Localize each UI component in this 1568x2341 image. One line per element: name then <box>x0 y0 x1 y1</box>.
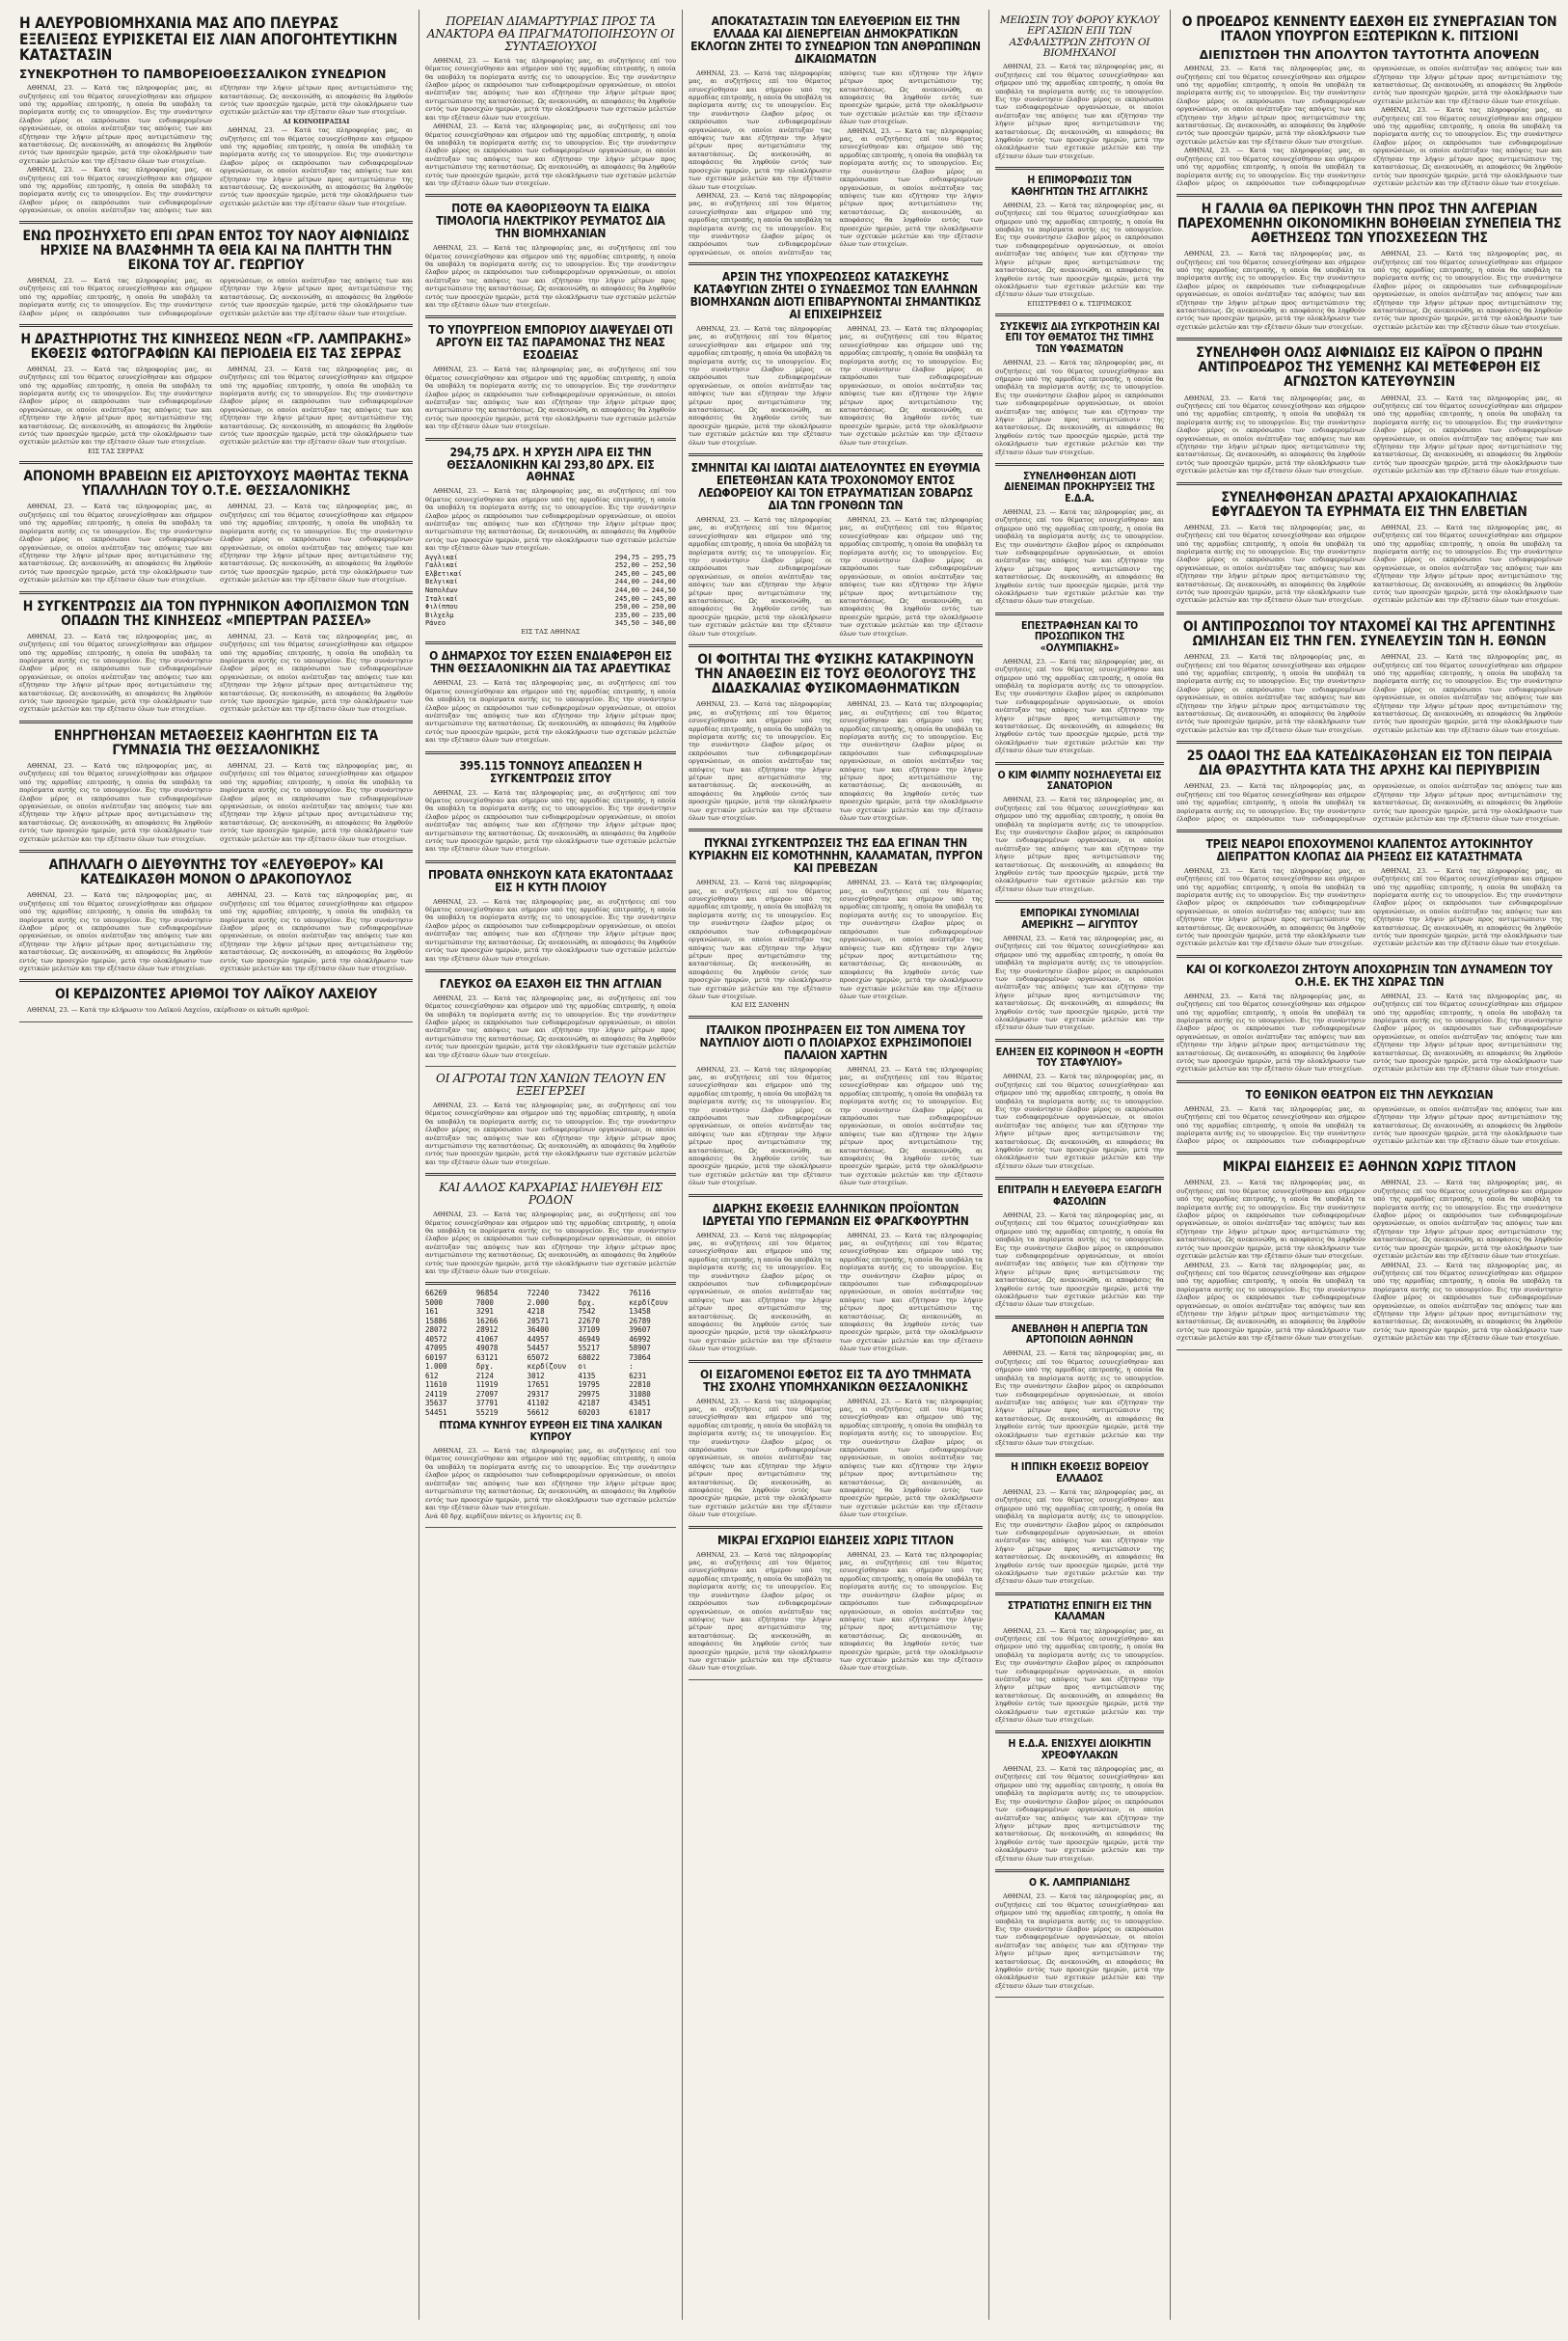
lottery-number: 31080 <box>629 1389 651 1399</box>
article-body: ΑΘΗΝΑΙ, 23. — Κατά τας πληροφορίας μας, αι συζητήσεις επί του θέματος εσυνεχίσθησαν και σήμερον υπό της αρμοδίας επιτροπής, η οποία θα υποβάλη τα πορίσματα αυτής εις το υπουργείον. Εις την συνάντησιν έλαβον μέρος οι εκπρόσωποι των ενδιαφερομένων οργανώσεων, οι οποίοι ανέπτυξαν τας απόψεις των και εζήτησαν την λήψιν μέτρων προς αντιμετώπισιν της καταστάσεως. Ως ανεκοινώθη, αι αποφάσεις θα ληφθούν εντός των προσεχών ημερών, μετά την ολοκλήρωσιν των σχετικών μελετών και την εξέτασιν όλων των στοιχείων. <box>425 679 676 745</box>
article-antiquities <box>1176 485 1562 614</box>
lottery-number: 19795 <box>578 1380 600 1390</box>
lottery-number: 6231 <box>629 1371 647 1380</box>
headline: ΙΤΑΛΙΚΟΝ ΠΡΟΣΗΡΑΞΕΝ ΕΙΣ ΤΟΝ ΛΙΜΕΝΑ ΤΟΥ ΝΑΥΠΛΙΟΥ ΔΙΟΤΙ Ο ΠΛΟΙΑΡΧΟΣ ΕΧΡΗΣΙΜΟΠΟΙΕΙ ΠΑΛΑΙΟΝ ΧΑΡΤΗΝ <box>699 1022 972 1062</box>
lottery-number: 4135 <box>578 1371 596 1380</box>
article-engineering-school <box>689 1363 983 1529</box>
article-frankfurt <box>689 1197 983 1363</box>
article-body: ΑΘΗΝΑΙ, 23. — Κατά τας πληροφορίας μας, αι συζητήσεις επί του θέματος εσυνεχίσθησαν και σήμερον υπό της αρμοδίας επιτροπής, η οποία θα υποβάλη τα πορίσματα αυτής εις το υπουργείον. Εις την συνάντησιν έλαβον μέρος οι εκπρόσωποι των ενδιαφερομένων οργανώσεων, οι οποίοι ανέπτυξαν τας απόψεις των και εζήτησαν την λήψιν μέτρων προς αντιμετώπισιν της καταστάσεως. Ως ανεκοινώθη, αι αποφάσεις θα ληφθούν εντός των προσεχών ημερών, μετά την ολοκλήρωσιν των σχετικών μελετών και την εξέτασιν όλων των στοιχείων. <box>425 788 676 854</box>
section-label: ΕΠΙΣΤΡΕΦΕΙ Ο κ. ΤΣΙΡΙΜΩΚΟΣ <box>1027 299 1132 308</box>
article-yemen <box>1176 340 1562 484</box>
article-russell <box>19 594 413 723</box>
headline: ΜΕΙΩΣΙΝ ΤΟΥ ΦΟΡΟΥ ΚΥΚΛΟΥ ΕΡΓΑΣΙΩΝ ΕΠΙ ΤΩΝ ΑΣΦΑΛΙΣΤΡΩΝ ΖΗΤΟΥΝ ΟΙ ΒΙΟΜΗΧΑΝΟΙ <box>999 14 1160 59</box>
headline: ΜΙΚΡΑΙ ΕΓΧΩΡΙΟΙ ΕΙΔΗΣΕΙΣ ΧΩΡΙΣ ΤΙΤΛΟΝ <box>717 1533 954 1547</box>
article-lamprianidis <box>995 1872 1164 1998</box>
column-3 <box>683 10 989 2320</box>
lottery-number: 1.000 <box>425 1362 447 1372</box>
article-body: ΑΘΗΝΑΙ, 23. — Κατά τας πληροφορίας μας, αι συζητήσεις επί του θέματος εσυνεχίσθησαν και σήμερον υπό της αρμοδίας επιτροπής, η οποία θα υποβάλη τα πορίσματα αυτής εις το υπουργείον. Εις την συνάντησιν έλαβον μέρος οι εκπρόσωποι των ενδιαφερομένων οργανώσεων, οι οποίοι ανέπτυξαν τας απόψεις των και εζήτησαν την λήψιν μέτρων προς αντιμετώπισιν της καταστάσεως. Ως ανεκοινώθη, αι αποφάσεις θα ληφθούν εντός των προσεχών ημερών, μετά την ολοκλήρωσιν των σχετικών μελετών και την εξέτασιν όλων των στοιχείων. ΚΑΙ ΕΙΣ ΞΑΝΘΗΝ ΑΘΗΝΑΙ, 23. — Κατά τας πληροφορίας μας, αι συζητήσεις επί του θέματος εσυνεχίσθησαν και σήμερον υπό της αρμοδίας επιτροπής, η οποία θα υποβάλη τα πορίσματα αυτής εις το υπουργείον. Εις την συνάντησιν έλαβον μέρος οι εκπρόσωποι των ενδιαφερομένων οργανώσεων, οι οποίοι ανέπτυξαν τας απόψεις των και εζήτησαν την λήψιν μέτρων προς αντιμετώπισιν της καταστάσεως. Ως ανεκοινώθη, αι αποφάσεις θα ληφθούν εντός των προσεχών ημερών, μετά την ολοκλήρωσιν των σχετικών μελετών και την εξέτασιν όλων των στοιχείων. <box>689 879 983 1010</box>
headline: Η ΓΑΛΛΙΑ ΘΑ ΠΕΡΙΚΟΨΗ ΤΗΝ ΠΡΟΣ ΤΗΝ ΑΛΓΕΡΙΑΝ ΠΑΡΕΧΟΜΕΝΗΝ ΟΙΚΟΝΟΜΙΚΗΝ ΒΟΗΘΕΙΑΝ ΣΥΝΕΠΕΙΑ ΤΗΣ ΑΘΕΤΗΣΕΩΣ ΤΩΝ ΥΠΟΣΧΕΣΕΩΝ ΤΗΣ <box>1176 201 1562 247</box>
article-congo <box>1176 958 1562 1083</box>
article-national-theatre <box>1176 1083 1562 1155</box>
article-body: ΑΘΗΝΑΙ, 23. — Κατά τας πληροφορίας μας, αι συζητήσεις επί του θέματος εσυνεχίσθησαν και σήμερον υπό της αρμοδίας επιτροπής, η οποία θα υποβάλη τα πορίσματα αυτής εις το υπουργείον. Εις την συνάντησιν έλαβον μέρος οι εκπρόσωποι των ενδιαφερομένων οργανώσεων, οι οποίοι ανέπτυξαν τας απόψεις των και εζήτησαν την λήψιν μέτρων προς αντιμετώπισιν της καταστάσεως. Ως ανεκοινώθη, αι αποφάσεις θα ληφθούν εντός των προσεχών ημερών, μετά την ολοκλήρωσιν των σχετικών μελετών και την εξέτασιν όλων των στοιχείων. <box>425 1211 676 1276</box>
lottery-number: 39607 <box>629 1325 651 1335</box>
coin-name: Αγγλικαί <box>425 553 458 561</box>
coin-name: Βελγικαί <box>425 578 458 586</box>
lottery-number: 54457 <box>527 1344 550 1353</box>
article-body: ΑΘΗΝΑΙ, 23. — Κατά τας πληροφορίας μας, αι συζητήσεις επί του θέματος εσυνεχίσθησαν και σήμερον υπό της αρμοδίας επιτροπής, η οποία θα υποβάλη τα πορίσματα αυτής εις το υπουργείον. Εις την συνάντησιν έλαβον μέρος οι εκπρόσωποι των ενδιαφερομένων οργανώσεων, οι οποίοι ανέπτυξαν τας απόψεις των και εζήτησαν την λήψιν μέτρων προς αντιμετώπισιν της καταστάσεως. Ως ανεκοινώθη, αι αποφάσεις θα ληφθούν εντός των προσεχών ημερών, μετά την ολοκλήρωσιν των σχετικών μελετών και την εξέτασιν όλων των στοιχείων. <box>995 1349 1164 1447</box>
column-4 <box>989 10 1171 2320</box>
article-body: ΑΘΗΝΑΙ, 23. — Κατά τας πληροφορίας μας, αι συζητήσεις επί του θέματος εσυνεχίσθησαν και σήμερον υπό της αρμοδίας επιτροπής, η οποία θα υποβάλη τα πορίσματα αυτής εις το υπουργείον. Εις την συνάντησιν έλαβον μέρος οι εκπρόσωποι των ενδιαφερομένων οργανώσεων, οι οποίοι ανέπτυξαν τας απόψεις των και εζήτησαν την λήψιν μέτρων προς αντιμετώπισιν της καταστάσεως. Ως ανεκοινώθη, αι αποφάσεις θα ληφθούν εντός των προσεχών ημερών, μετά την ολοκλήρωσιν των σχετικών μελετών και την εξέτασιν όλων των στοιχείων. <box>995 934 1164 1032</box>
article-body: ΑΘΗΝΑΙ, 23. — Κατά τας πληροφορίας μας, αι συζητήσεις επί του θέματος εσυνεχίσθησαν και σήμερον υπό της αρμοδίας επιτροπής, η οποία θα υποβάλη τα πορίσματα αυτής εις το υπουργείον. Εις την συνάντησιν έλαβον μέρος οι εκπρόσωποι των ενδιαφερομένων οργανώσεων, οι οποίοι ανέπτυξαν τας απόψεις των και εζήτησαν την λήψιν μέτρων προς αντιμετώπισιν της καταστάσεως. Ως ανεκοινώθη, αι αποφάσεις θα ληφθούν εντός των προσεχών ημερών, μετά την ολοκλήρωσιν των σχετικών μελετών και την εξέτασιν όλων των στοιχείων. <box>425 897 676 963</box>
article-shelters <box>689 265 983 456</box>
lottery-number: 161 <box>425 1307 439 1317</box>
article-body: ΑΘΗΝΑΙ, 23. — Κατά τας πληροφορίας μας, αι συζητήσεις επί του θέματος εσυνεχίσθησαν και σήμερον υπό της αρμοδίας επιτροπής, η οποία θα υποβάλη τα πορίσματα αυτής εις το υπουργείον. Εις την συνάντησιν έλαβον μέρος οι εκπρόσωποι των ενδιαφερομένων οργανώσεων, οι οποίοι ανέπτυξαν τας απόψεις των και εζήτησαν την λήψιν μέτρων προς αντιμετώπισιν της καταστάσεως. Ως ανεκοινώθη, αι αποφάσεις θα ληφθούν εντός των προσεχών ημερών, μετά την ολοκλήρωσιν των σχετικών μελετών και την εξέτασιν όλων των στοιχείων. ΕΙΣ ΤΑΣ ΣΕΡΡΑΣ ΑΘΗΝΑΙ, 23. — Κατά τας πληροφορίας μας, αι συζητήσεις επί του θέματος εσυνεχίσθησαν και σήμερον υπό της αρμοδίας επιτροπής, η οποία θα υποβάλη τα πορίσματα αυτής εις το υπουργείον. Εις την συνάντησιν έλαβον μέρος οι εκπρόσωποι των ενδιαφερομένων οργανώσεων, οι οποίοι ανέπτυξαν τας απόψεις των και εζήτησαν την λήψιν μέτρων προς αντιμετώπισιν της καταστάσεως. Ως ανεκοινώθη, αι αποφάσεις θα ληφθούν εντός των προσεχών ημερών, μετά την ολοκλήρωσιν των σχετικών μελετών και την εξέτασιν όλων των στοιχείων. <box>19 365 413 455</box>
article-body: ΑΘΗΝΑΙ, 23. — Κατά τας πληροφορίας μας, αι συζητήσεις επί του θέματος εσυνεχίσθησαν και σήμερον υπό της αρμοδίας επιτροπής, η οποία θα υποβάλη τα πορίσματα αυτής εις το υπουργείον. Εις την συνάντησιν έλαβον μέρος οι εκπρόσωποι των ενδιαφερομένων οργανώσεων, οι οποίοι ανέπτυξαν τας απόψεις των και εζήτησαν την λήψιν μέτρων προς αντιμετώπισιν της καταστάσεως. Ως ανεκοινώθη, αι αποφάσεις θα ληφθούν εντός των προσεχών ημερών, μετά την ολοκλήρωσιν των σχετικών μελετών και την εξέτασιν όλων των στοιχείων. <box>425 244 676 310</box>
article-lottery-numbers <box>425 1285 676 1527</box>
article-must <box>425 972 676 1067</box>
article-body: ΑΘΗΝΑΙ, 23. — Κατά τας πληροφορίας μας, αι συζητήσεις επί του θέματος εσυνεχίσθησαν και σήμερον υπό της αρμοδίας επιτροπής, η οποία θα υποβάλη τα πορίσματα αυτής εις το υπουργείον. Εις την συνάντησιν έλαβον μέρος οι εκπρόσωποι των ενδιαφερομένων οργανώσεων, οι οποίοι ανέπτυξαν τας απόψεις των και εζήτησαν την λήψιν μέτρων προς αντιμετώπισιν της καταστάσεως. Ως ανεκοινώθη, αι αποφάσεις θα ληφθούν εντός των προσεχών ημερών, μετά την ολοκλήρωσιν των σχετικών μελετών και την εξέτασιν όλων των στοιχείων. <box>995 1892 1164 1990</box>
lottery-number: 7000 <box>475 1297 494 1307</box>
article-piraeus <box>1176 744 1562 832</box>
article-horse-show <box>995 1456 1164 1595</box>
article-ote-awards <box>19 464 413 593</box>
lottery-number: 41102 <box>527 1399 550 1408</box>
article-body: ΑΘΗΝΑΙ, 23. — Κατά τας πληροφορίας μας, αι συζητήσεις επί του θέματος εσυνεχίσθησαν και σήμερον υπό της αρμοδίας επιτροπής, η οποία θα υποβάλη τα πορίσματα αυτής εις το υπουργείον. Εις την συνάντησιν έλαβον μέρος οι εκπρόσωποι των ενδιαφερομένων οργανώσεων, οι οποίοι ανέπτυξαν τας απόψεις των και εζήτησαν την λήψιν μέτρων προς αντιμετώπισιν της καταστάσεως. Ως ανεκοινώθη, αι αποφάσεις θα ληφθούν εντός των προσεχών ημερών, μετά την ολοκλήρωσιν των σχετικών μελετών και την εξέτασιν όλων των στοιχείων. ΑΘΗΝΑΙ, 23. — Κατά τας πληροφορίας μας, αι συζητήσεις επί του θέματος εσυνεχίσθησαν και σήμερον υπό της αρμοδίας επιτροπής, η οποία θα υποβάλη τα πορίσματα αυτής εις το υπουργείον. Εις την συνάντησιν έλαβον μέρος οι εκπρόσωποι των ενδιαφερομένων οργανώσεων, οι οποίοι ανέπτυξαν τας απόψεις των και εζήτησαν την λήψιν μέτρων προς αντιμετώπισιν της καταστάσεως. Ως ανεκοινώθη, αι αποφάσεις θα ληφθούν εντός των προσεχών ημερών, μετά την ολοκλήρωσιν των σχετικών μελετών και την εξέτασιν όλων των στοιχείων. <box>1176 523 1562 605</box>
coin-price: 345,50 — 346,00 <box>614 619 676 628</box>
article-philby <box>995 765 1164 904</box>
article-body: ΑΘΗΝΑΙ, 23. — Κατά τας πληροφορίας μας, αι συζητήσεις επί του θέματος εσυνεχίσθησαν και σήμερον υπό της αρμοδίας επιτροπής, η οποία θα υποβάλη τα πορίσματα αυτής εις το υπουργείον. Εις την συνάντησιν έλαβον μέρος οι εκπρόσωποι των ενδιαφερομένων οργανώσεων, οι οποίοι ανέπτυξαν τας απόψεις των και εζήτησαν την λήψιν μέτρων προς αντιμετώπισιν της καταστάσεως. Ως ανεκοινώθη, αι αποφάσεις θα ληφθούν εντός των προσεχών ημερών, μετά την ολοκλήρωσιν των σχετικών μελετών και την εξέτασιν όλων των στοιχείων. ΑΘΗΝΑΙ, 23. — Κατά τας πληροφορίας μας, αι συζητήσεις επί του θέματος εσυνεχίσθησαν και σήμερον υπό της αρμοδίας επιτροπής, η οποία θα υποβάλη τα πορίσματα αυτής εις το υπουργείον. Εις την συνάντησιν έλαβον μέρος οι εκπρόσωποι των ενδιαφερομένων οργανώσεων, οι οποίοι ανέπτυξαν τας απόψεις των και εζήτησαν την λήψιν μέτρων προς αντιμετώπισιν της καταστάσεως. Ως ανεκοινώθη, αι αποφάσεις θα ληφθούν εντός των προσεχών ημερών, μετά την ολοκλήρωσιν των σχετικών μελετών και την εξέτασιν όλων των στοιχείων. <box>689 515 983 638</box>
lottery-number: οι <box>578 1362 587 1372</box>
headline: ΜΙΚΡΑΙ ΕΙΔΗΣΕΙΣ ΕΞ ΑΘΗΝΩΝ ΧΩΡΙΣ ΤΙΤΛΟΝ <box>1222 1159 1517 1176</box>
lottery-number: 44957 <box>527 1334 550 1344</box>
article-fabrics <box>995 316 1164 466</box>
headline: ΠΥΚΝΑΙ ΣΥΓΚΕΝΤΡΩΣΕΙΣ ΤΗΣ ΕΔΑ ΕΓΙΝΑΝ ΤΗΝ ΚΥΡΙΑΚΗΝ ΕΙΣ ΚΟΜΟΤΗΝΗΝ, ΚΑΛΑΜΑΤΑΝ, ΠΥΡΓΟΝ ΚΑΙ ΠΡΕΒΕΖΑΝ <box>689 836 983 876</box>
coin-price: 245,00 — 245,00 <box>614 594 676 603</box>
article-commerce <box>425 318 676 440</box>
gold-price-row <box>425 586 676 595</box>
subheadline: ΔΙΕΠΙΣΤΩΘΗ ΤΗΝ ΑΠΟΛΥΤΟΝ ΤΑΥΤΟΤΗΤΑ ΑΠΟΨΕΩΝ <box>1199 48 1540 63</box>
lottery-footnote: Ανά 40 δρχ. κερδίζουν πάντες οι λήγοντες εις 0. <box>425 1512 582 1521</box>
lottery-number: δρχ. <box>578 1297 596 1307</box>
lottery-number: 2.000 <box>527 1297 550 1307</box>
lottery-number: 73064 <box>629 1352 651 1362</box>
article-body: ΑΘΗΝΑΙ, 23. — Κατά τας πληροφορίας μας, αι συζητήσεις επί του θέματος εσυνεχίσθησαν και σήμερον υπό της αρμοδίας επιτροπής, η οποία θα υποβάλη τα πορίσματα αυτής εις το υπουργείον. Εις την συνάντησιν έλαβον μέρος οι εκπρόσωποι των ενδιαφερομένων οργανώσεων, οι οποίοι ανέπτυξαν τας απόψεις των και εζήτησαν την λήψιν μέτρων προς αντιμετώπισιν της καταστάσεως. Ως ανεκοινώθη, αι αποφάσεις θα ληφθούν εντός των προσεχών ημερών, μετά την ολοκλήρωσιν των σχετικών μελετών και την εξέτασιν όλων των στοιχείων. ΑΘΗΝΑΙ, 23. — Κατά τας πληροφορίας μας, αι συζητήσεις επί του θέματος εσυνεχίσθησαν και σήμερον υπό της αρμοδίας επιτροπής, η οποία θα υποβάλη τα πορίσματα αυτής εις το υπουργείον. Εις την συνάντησιν έλαβον μέρος οι εκπρόσωποι των ενδιαφερομένων οργανώσεων, οι οποίοι ανέπτυξαν τας απόψεις των και εζήτησαν την λήψιν μέτρων προς αντιμετώπισιν της καταστάσεως. Ως ανεκοινώθη, αι αποφάσεις θα ληφθούν εντός των προσεχών ημερών, μετά την ολοκλήρωσιν των σχετικών μελετών και την εξέτασιν όλων των στοιχείων. <box>689 1231 983 1353</box>
lottery-number: 4218 <box>527 1307 545 1317</box>
lottery-number: 612 <box>425 1371 439 1380</box>
article-body: ΑΘΗΝΑΙ, 23. — Κατά τας πληροφορίας μας, αι συζητήσεις επί του θέματος εσυνεχίσθησαν και σήμερον υπό της αρμοδίας επιτροπής, η οποία θα υποβάλη τα πορίσματα αυτής εις το υπουργείον. Εις την συνάντησιν έλαβον μέρος οι εκπρόσωποι των ενδιαφερομένων οργανώσεων, οι οποίοι ανέπτυξαν τας απόψεις των και εζήτησαν την λήψιν μέτρων προς αντιμετώπισιν της καταστάσεως. Ως ανεκοινώθη, αι αποφάσεις θα ληφθούν εντός των προσεχών ημερών, μετά την ολοκλήρωσιν των σχετικών μελετών και την εξέτασιν όλων των στοιχείων. ΑΘΗΝΑΙ, 23. — Κατά τας πληροφορίας μας, αι συζητήσεις επί του θέματος εσυνεχίσθησαν και σήμερον υπό της αρμοδίας επιτροπής, η οποία θα υποβάλη τα πορίσματα αυτής εις το υπουργείον. Εις την συνάντησιν έλαβον μέρος οι εκπρόσωποι των ενδιαφερομένων οργανώσεων, οι οποίοι ανέπτυξαν τας απόψεις των και εζήτησαν την λήψιν μέτρων προς αντιμετώπισιν της καταστάσεως. Ως ανεκοινώθη, αι αποφάσεις θα ληφθούν εντός των προσεχών ημερών, μετά την ολοκλήρωσιν των σχετικών μελετών και την εξέτασιν όλων των στοιχείων. <box>1176 394 1562 476</box>
headline: ΚΑΙ ΑΛΛΟΣ ΚΑΡΧΑΡΙΑΣ ΗΛΙΕΥΘΗ ΕΙΣ ΡΟΔΟΝ <box>439 1181 662 1208</box>
lottery-number: 22670 <box>578 1316 600 1325</box>
headline: Η ΑΛΕΥΡΟΒΙΟΜΗΧΑΝΙΑ ΜΑΣ ΑΠΟ ΠΛΕΥΡΑΣ ΕΞΕΛΙΞΕΩΣ ΕΥΡΙΣΚΕΤΑΙ ΕΙΣ ΛΙΑΝ ΑΠΟΓΟΗΤΕΥΤΙΚΗΝ ΚΑΤΑΣΤΑΣΙΝ <box>19 14 397 65</box>
article-body: ΑΘΗΝΑΙ, 23. — Κατά τας πληροφορίας μας, αι συζητήσεις επί του θέματος εσυνεχίσθησαν και σήμερον υπό της αρμοδίας επιτροπής, η οποία θα υποβάλη τα πορίσματα αυτής εις το υπουργείον. Εις την συνάντησιν έλαβον μέρος οι εκπρόσωποι των ενδιαφερομένων οργανώσεων, οι οποίοι ανέπτυξαν τας απόψεις των και εζήτησαν την λήψιν μέτρων προς αντιμετώπισιν της καταστάσεως. Ως ανεκοινώθη, αι αποφάσεις θα ληφθούν εντός των προσεχών ημερών, μετά την ολοκλήρωσιν των σχετικών μελετών και την εξέτασιν όλων των στοιχείων. ΑΘΗΝΑΙ, 23. — Κατά τας πληροφορίας μας, αι συζητήσεις επί του θέματος εσυνεχίσθησαν και σήμερον υπό της αρμοδίας επιτροπής, η οποία θα υποβάλη τα πορίσματα αυτής εις το υπουργείον. Εις την συνάντησιν έλαβον μέρος οι εκπρόσωποι των ενδιαφερομένων οργανώσεων, οι οποίοι ανέπτυξαν τας απόψεις των και εζήτησαν την λήψιν μέτρων προς αντιμετώπισιν της καταστάσεως. Ως ανεκοινώθη, αι αποφάσεις θα ληφθούν εντός των προσεχών ημερών, μετά την ολοκλήρωσιν των σχετικών μελετών και την εξέτασιν όλων των στοιχείων. <box>19 632 413 714</box>
coin-name: Γαλλικαί <box>425 561 458 570</box>
lottery-number: 49078 <box>475 1344 499 1353</box>
article-pensioners <box>425 10 676 197</box>
headline: 395.115 ΤΟΝΝΟΥΣ ΑΠΕΔΩΣΕΝ Η ΣΥΓΚΕΝΤΡΩΣΙΣ ΣΙΤΟΥ <box>459 758 642 785</box>
coin-name: Βιλχελμ <box>425 611 454 619</box>
article-body: ΑΘΗΝΑΙ, 23. — Κατά τας πληροφορίας μας, αι συζητήσεις επί του θέματος εσυνεχίσθησαν και σήμερον υπό της αρμοδίας επιτροπής, η οποία θα υποβάλη τα πορίσματα αυτής εις το υπουργείον. Εις την συνάντησιν έλαβον μέρος οι εκπρόσωποι των ενδιαφερομένων οργανώσεων, οι οποίοι ανέπτυξαν τας απόψεις των και εζήτησαν την λήψιν μέτρων προς αντιμετώπισιν της καταστάσεως. Ως ανεκοινώθη, αι αποφάσεις θα ληφθούν εντός των προσεχών ημερών, μετά την ολοκλήρωσιν των σχετικών μελετών και την εξέτασιν όλων των στοιχείων. ΑΘΗΝΑΙ, 23. — Κατά τας πληροφορίας μας, αι συζητήσεις επί του θέματος εσυνεχίσθησαν και σήμερον υπό της αρμοδίας επιτροπής, η οποία θα υποβάλη τα πορίσματα αυτής εις το υπουργείον. Εις την συνάντησιν έλαβον μέρος οι εκπρόσωποι των ενδιαφερομένων οργανώσεων, οι οποίοι ανέπτυξαν τας απόψεις των και εζήτησαν την λήψιν μέτρων προς αντιμετώπισιν της καταστάσεως. Ως ανεκοινώθη, αι αποφάσεις θα ληφθούν εντός των προσεχών ημερών, μετά την ολοκλήρωσιν των σχετικών μελετών και την εξέτασιν όλων των στοιχείων. <box>689 1397 983 1519</box>
article-body: ΑΘΗΝΑΙ, 23. — Κατά τας πληροφορίας μας, αι συζητήσεις επί του θέματος εσυνεχίσθησαν και σήμερον υπό της αρμοδίας επιτροπής, η οποία θα υποβάλη τα πορίσματα αυτής εις το υπουργείον. Εις την συνάντησιν έλαβον μέρος οι εκπρόσωποι των ενδιαφερομένων οργανώσεων, οι οποίοι ανέπτυξαν τας απόψεις των και εζήτησαν την λήψιν μέτρων προς αντιμετώπισιν της καταστάσεως. Ως ανεκοινώθη, αι αποφάσεις θα ληφθούν εντός των προσεχών ημερών, μετά την ολοκλήρωσιν των σχετικών μελετών και την εξέτασιν όλων των στοιχείων. ΑΘΗΝΑΙ, 23. — Κατά τας πληροφορίας μας, αι συζητήσεις επί του θέματος εσυνεχίσθησαν και σήμερον υπό της αρμοδίας επιτροπής, η οποία θα υποβάλη τα πορίσματα αυτής εις το υπουργείον. Εις την συνάντησιν έλαβον μέρος οι εκπρόσωποι των ενδιαφερομένων οργανώσεων, οι οποίοι ανέπτυξαν τας απόψεις των και εζήτησαν την λήψιν μέτρων προς αντιμετώπισιν της καταστάσεως. Ως ανεκοινώθη, αι αποφάσεις θα ληφθούν εντός των προσεχών ημερών, μετά την ολοκλήρωσιν των σχετικών μελετών και την εξέτασιν όλων των στοιχείων. <box>689 324 983 447</box>
article-body: ΑΘΗΝΑΙ, 23. — Κατά τας πληροφορίας μας, αι συζητήσεις επί του θέματος εσυνεχίσθησαν και σήμερον υπό της αρμοδίας επιτροπής, η οποία θα υποβάλη τα πορίσματα αυτής εις το υπουργείον. Εις την συνάντησιν έλαβον μέρος οι εκπρόσωποι των ενδιαφερομένων οργανώσεων, οι οποίοι ανέπτυξαν τας απόψεις των και εζήτησαν την λήψιν μέτρων προς αντιμετώπισιν της καταστάσεως. Ως ανεκοινώθη, αι αποφάσεις θα ληφθούν εντός των προσεχών ημερών, μετά την ολοκλήρωσιν των σχετικών μελετών και την εξέτασιν όλων των στοιχείων. ΑΘΗΝΑΙ, 23. — Κατά τας πληροφορίας μας, αι συζητήσεις επί του θέματος εσυνεχίσθησαν και σήμερον υπό της αρμοδίας επιτροπής, η οποία θα υποβάλη τα πορίσματα αυτής εις το υπουργείον. Εις την συνάντησιν έλαβον μέρος οι εκπρόσωποι των ενδιαφερομένων οργανώσεων, οι οποίοι ανέπτυξαν τας απόψεις των και εζήτησαν την λήψιν μέτρων προς αντιμετώπισιν της καταστάσεως. Ως ανεκοινώθη, αι αποφάσεις θα ληφθούν εντός των προσεχών ημερών, μετά την ολοκλήρωσιν των σχετικών μελετών και την εξέτασιν όλων των στοιχείων. <box>19 891 413 972</box>
gold-price-row <box>425 578 676 586</box>
article-athens-news <box>1176 1155 1562 1349</box>
headline: ΕΠΙΤΡΑΠΗ Η ΕΛΕΥΘΕΡΑ ΕΞΑΓΩΓΗ ΦΑΣΟΛΙΩΝ <box>997 1184 1162 1208</box>
article-un-assembly <box>1176 614 1562 744</box>
lottery-number: 96854 <box>475 1289 499 1298</box>
lottery-number: 54451 <box>425 1407 447 1417</box>
column-1 <box>14 10 419 2320</box>
article-olympic <box>995 615 1164 765</box>
lottery-number: 76116 <box>629 1289 651 1298</box>
headline: Ο ΚΙΜ ΦΙΛΜΠΥ ΝΟΣΗΛΕΥΕΤΑΙ ΕΙΣ ΣΑΝΑΤΟΡΙΟΝ <box>997 769 1162 793</box>
article-church <box>19 224 413 327</box>
lottery-number: 2124 <box>475 1371 494 1380</box>
article-soldier <box>995 1595 1164 1734</box>
lottery-number: 47095 <box>425 1344 447 1353</box>
lottery-number: 37109 <box>578 1325 600 1335</box>
headline: Ο Κ. ΛΑΜΠΡΙΑΝΙΔΗΣ <box>1029 1876 1130 1889</box>
gold-price-row <box>425 619 676 628</box>
article-body: ΑΘΗΝΑΙ, 23. — Κατά τας πληροφορίας μας, αι συζητήσεις επί του θέματος εσυνεχίσθησαν και σήμερον υπό της αρμοδίας επιτροπής, η οποία θα υποβάλη τα πορίσματα αυτής εις το υπουργείον. Εις την συνάντησιν έλαβον μέρος οι εκπρόσωποι των ενδιαφερομένων οργανώσεων, οι οποίοι ανέπτυξαν τας απόψεις των και εζήτησαν την λήψιν μέτρων προς αντιμετώπισιν της καταστάσεως. Ως ανεκοινώθη, αι αποφάσεις θα ληφθούν εντός των προσεχών ημερών, μετά την ολοκλήρωσιν των σχετικών μελετών και την εξέτασιν όλων των στοιχείων. <box>995 201 1164 299</box>
article-electricity <box>425 197 676 318</box>
coin-price: 294,75 — 295,75 <box>614 553 676 561</box>
article-body: ΑΘΗΝΑΙ, 23. — Κατά τας πληροφορίας μας, αι συζητήσεις επί του θέματος εσυνεχίσθησαν και σήμερον υπό της αρμοδίας επιτροπής, η οποία θα υποβάλη τα πορίσματα αυτής εις το υπουργείον. Εις την συνάντησιν έλαβον μέρος οι εκπρόσωποι των ενδιαφερομένων οργανώσεων, οι οποίοι ανέπτυξαν τας απόψεις των και εζήτησαν την λήψιν μέτρων προς αντιμετώπισιν της καταστάσεως. Ως ανεκοινώθη, αι αποφάσεις θα ληφθούν εντός των προσεχών ημερών, μετά την ολοκλήρωσιν των σχετικών μελετών και την εξέτασιν όλων των στοιχείων. <box>1176 1104 1562 1146</box>
lottery-number: 7542 <box>578 1307 596 1317</box>
headline: ΔΙΑΡΚΗΣ ΕΚΘΕΣΙΣ ΕΛΛΗΝΙΚΩΝ ΠΡΟΪΟΝΤΩΝ ΙΔΡΥΕΤΑΙ ΥΠΟ ΓΕΡΜΑΝΩΝ ΕΙΣ ΦΡΑΓΚΦΟΥΡΤΗΝ <box>702 1201 969 1228</box>
gold-price-row <box>425 595 676 604</box>
article-kennedy <box>1176 10 1562 197</box>
lottery-number: 37791 <box>475 1399 499 1408</box>
article-body: ΑΘΗΝΑΙ, 23. — Κατά την κλήρωσιν του Λαϊκού Λαχείου, εκέρδισαν οι κάτωθι αριθμοί: <box>27 1006 310 1015</box>
headline: ΣΥΝΕΛΗΦΘΗΣΑΝ ΔΙΟΤΙ ΔΙΕΝΕΙΜΑΝ ΠΡΟΚΗΡΥΞΕΙΣ ΤΗΣ Ε.Δ.Α. <box>1004 470 1155 504</box>
gold-price-row <box>425 554 676 562</box>
headline: ΟΙ ΕΙΣΑΓΟΜΕΝΟΙ ΕΦΕΤΟΣ ΕΙΣ ΤΑ ΔΥΟ ΤΜΗΜΑΤΑ ΤΗΣ ΣΧΟΛΗΣ ΥΠΟΜΗΧΑΝΙΚΩΝ ΘΕΣΣΑΛΟΝΙΚΗΣ <box>700 1367 971 1394</box>
article-body: ΑΘΗΝΑΙ, 23. — Κατά τας πληροφορίας μας, αι συζητήσεις επί του θέματος εσυνεχίσθησαν και σήμερον υπό της αρμοδίας επιτροπής, η οποία θα υποβάλη τα πορίσματα αυτής εις το υπουργείον. Εις την συνάντησιν έλαβον μέρος οι εκπρόσωποι των ενδιαφερομένων οργανώσεων, οι οποίοι ανέπτυξαν τας απόψεις των και εζήτησαν την λήψιν μέτρων προς αντιμετώπισιν της καταστάσεως. Ως ανεκοινώθη, αι αποφάσεις θα ληφθούν εντός των προσεχών ημερών, μετά την ολοκλήρωσιν των σχετικών μελετών και την εξέτασιν όλων των στοιχείων. ΑΘΗΝΑΙ, 23. — Κατά τας πληροφορίας μας, αι συζητήσεις επί του θέματος εσυνεχίσθησαν και σήμερον υπό της αρμοδίας επιτροπής, η οποία θα υποβάλη τα πορίσματα αυτής εις το υπουργείον. Εις την συνάντησιν έλαβον μέρος οι εκπρόσωποι των ενδιαφερομένων οργανώσεων, οι οποίοι ανέπτυξαν τας απόψεις των και εζήτησαν την λήψιν μέτρων προς αντιμετώπισιν της καταστάσεως. Ως ανεκοινώθη, αι αποφάσεις θα ληφθούν εντός των προσεχών ημερών, μετά την ολοκλήρωσιν των σχετικών μελετών και την εξέτασιν όλων των στοιχείων. <box>1176 866 1562 948</box>
article-body: ΑΘΗΝΑΙ, 23. — Κατά τας πληροφορίας μας, αι συζητήσεις επί του θέματος εσυνεχίσθησαν και σήμερον υπό της αρμοδίας επιτροπής, η οποία θα υποβάλη τα πορίσματα αυτής εις το υπουργείον. Εις την συνάντησιν έλαβον μέρος οι εκπρόσωποι των ενδιαφερομένων οργανώσεων, οι οποίοι ανέπτυξαν τας απόψεις των και εζήτησαν την λήψιν μέτρων προς αντιμετώπισιν της καταστάσεως. Ως ανεκοινώθη, αι αποφάσεις θα ληφθούν εντός των προσεχών ημερών, μετά την ολοκλήρωσιν των σχετικών μελετών και την εξέτασιν όλων των στοιχείων. <box>425 994 676 1059</box>
lottery-number: 20571 <box>527 1316 550 1325</box>
lottery-number: δρχ. <box>475 1362 494 1372</box>
lottery-number: 11610 <box>425 1380 447 1390</box>
lottery-number: 29317 <box>527 1389 550 1399</box>
coin-name: Ναπολέων <box>425 586 458 595</box>
headline: ΣΜΗΝΙΤΑΙ ΚΑΙ ΙΔΙΩΤΑΙ ΔΙΑΤΕΛΟΥΝΤΕΣ ΕΝ ΕΥΘΥΜΙΑ ΕΠΕΤΕΘΗΣΑΝ ΚΑΤΑ ΤΡΟΧΟΝΟΜΟΥ ΕΝΤΟΣ ΛΕΩΦΟΡΕΙΟΥ ΚΑΙ ΤΟΝ ΕΤΡΑΥΜΑΤΙΣΑΝ ΣΟΒΑΡΩΣ ΔΙΑ ΤΩΝ ΓΡΟΝΘΩΝ ΤΩΝ <box>690 461 981 512</box>
lottery-number: 55217 <box>578 1344 600 1353</box>
headline: 25 ΟΔΑΟΙ ΤΗΣ ΕΔΑ ΚΑΤΕΔΙΚΑΣΘΗΣΑΝ ΕΙΣ ΤΟΝ ΠΕΙΡΑΙΑ ΔΙΑ ΘΡΑΣΥΤΗΤΑ ΚΑΤΑ ΤΗΣ ΑΡΧΗΣ ΚΑΙ ΠΕΡΙΥΒΡΙΣΙΝ <box>1186 749 1553 779</box>
article-lottery <box>19 982 413 1022</box>
article-body: ΑΘΗΝΑΙ, 23. — Κατά τας πληροφορίας μας, αι συζητήσεις επί του θέματος εσυνεχίσθησαν και σήμερον υπό της αρμοδίας επιτροπής, η οποία θα υποβάλη τα πορίσματα αυτής εις το υπουργείον. Εις την συνάντησιν έλαβον μέρος οι εκπρόσωποι των ενδιαφερομένων οργανώσεων, οι οποίοι ανέπτυξαν τας απόψεις των και εζήτησαν την λήψιν μέτρων προς αντιμετώπισιν της καταστάσεως. Ως ανεκοινώθη, αι αποφάσεις θα ληφθούν εντός των προσεχών ημερών, μετά την ολοκλήρωσιν των σχετικών μελετών και την εξέτασιν όλων των στοιχείων. ΑΘΗΝΑΙ, 23. — Κατά τας πληροφορίας μας, αι συζητήσεις επί του θέματος εσυνεχίσθησαν και σήμερον υπό της αρμοδίας επιτροπής, η οποία θα υποβάλη τα πορίσματα αυτής εις το υπουργείον. Εις την συνάντησιν έλαβον μέρος οι εκπρόσωποι των ενδιαφερομένων οργανώσεων, οι οποίοι ανέπτυξαν τας απόψεις των και εζήτησαν την λήψιν μέτρων προς αντιμετώπισιν της καταστάσεως. Ως ανεκοινώθη, αι αποφάσεις θα ληφθούν εντός των προσεχών ημερών, μετά την ολοκλήρωσιν των σχετικών μελετών και την εξέτασιν όλων των στοιχείων. <box>19 762 413 843</box>
headline: ΟΙ ΑΝΤΙΠΡΟΣΩΠΟΙ ΤΟΥ ΝΤΑΧΟΜΕΪ ΚΑΙ ΤΗΣ ΑΡΓΕΝΤΙΝΗΣ ΩΜΙΛΗΣΑΝ ΕΙΣ ΤΗΝ ΓΕΝ. ΣΥΝΕΛΕΥΣΙΝ ΤΩΝ Η. ΕΘΝΩΝ <box>1182 618 1556 649</box>
lottery-number: 63121 <box>475 1352 499 1362</box>
lottery-number: 40572 <box>425 1334 447 1344</box>
article-body: ΑΘΗΝΑΙ, 23. — Κατά τας πληροφορίας μας, αι συζητήσεις επί του θέματος εσυνεχίσθησαν και σήμερον υπό της αρμοδίας επιτροπής, η οποία θα υποβάλη τα πορίσματα αυτής εις το υπουργείον. Εις την συνάντησιν έλαβον μέρος οι εκπρόσωποι των ενδιαφερομένων οργανώσεων, οι οποίοι ανέπτυξαν τας απόψεις των και εζήτησαν την λήψιν μέτρων προς αντιμετώπισιν της καταστάσεως. Ως ανεκοινώθη, αι αποφάσεις θα ληφθούν εντός των προσεχών ημερών, μετά την ολοκλήρωσιν των σχετικών μελετών και την εξέτασιν όλων των στοιχείων. ΑΘΗΝΑΙ, 23. — Κατά τας πληροφορίας μας, αι συζητήσεις επί του θέματος εσυνεχίσθησαν και σήμερον υπό της αρμοδίας επιτροπής, η οποία θα υποβάλη τα πορίσματα αυτής εις το υπουργείον. Εις την συνάντησιν έλαβον μέρος οι εκπρόσωποι των ενδιαφερομένων οργανώσεων, οι οποίοι ανέπτυξαν τας απόψεις των και εζήτησαν την λήψιν μέτρων προς αντιμετώπισιν της καταστάσεως. Ως ανεκοινώθη, αι αποφάσεις θα ληφθούν εντός των προσεχών ημερών, μετά την ολοκλήρωσιν των σχετικών μελετών και την εξέτασιν όλων των στοιχείων. <box>689 700 983 822</box>
gold-price-row <box>425 612 676 620</box>
headline: ΚΑΙ ΟΙ ΚΟΓΚΟΛΕΖΟΙ ΖΗΤΟΥΝ ΑΠΟΧΩΡΗΣΙΝ ΤΩΝ ΔΥΝΑΜΕΩΝ ΤΟΥ Ο.Η.Ε. ΕΚ ΤΗΣ ΧΩΡΑΣ ΤΩΝ <box>1185 962 1554 989</box>
lottery-number: 60203 <box>578 1407 600 1417</box>
lottery-number: 66269 <box>425 1289 447 1298</box>
article-body: ΑΘΗΝΑΙ, 23. — Κατά τας πληροφορίας μας, αι συζητήσεις επί του θέματος εσυνεχίσθησαν και σήμερον υπό της αρμοδίας επιτροπής, η οποία θα υποβάλη τα πορίσματα αυτής εις το υπουργείον. Εις την συνάντησιν έλαβον μέρος οι εκπρόσωποι των ενδιαφερομένων οργανώσεων, οι οποίοι ανέπτυξαν τας απόψεις των και εζήτησαν την λήψιν μέτρων προς αντιμετώπισιν της καταστάσεως. Ως ανεκοινώθη, αι αποφάσεις θα ληφθούν εντός των προσεχών ημερών, μετά την ολοκλήρωσιν των σχετικών μελετών και την εξέτασιν όλων των στοιχείων. ΑΘΗΝΑΙ, 23. — Κατά τας πληροφορίας μας, αι συζητήσεις επί του θέματος εσυνεχίσθησαν και σήμερον υπό της αρμοδίας επιτροπής, η οποία θα υποβάλη τα πορίσματα αυτής εις το υπουργείον. Εις την συνάντησιν έλαβον μέρος οι εκπρόσωποι των ενδιαφερομένων οργανώσεων, οι οποίοι ανέπτυξαν τας απόψεις των και εζήτησαν την λήψιν μέτρων προς αντιμετώπισιν της καταστάσεως. Ως ανεκοινώθη, αι αποφάσεις θα ληφθούν εντός των προσεχών ημερών, μετά την ολοκλήρωσιν των σχετικών μελετών και την εξέτασιν όλων των στοιχείων. ΑΘΗΝΑΙ, 23. — Κατά τας πληροφορίας μας, αι συζητήσεις επί του θέματος εσυνεχίσθησαν και σήμερον υπό της αρμοδίας επιτροπής, η οποία θα υποβάλη τα πορίσματα αυτής εις το υπουργείον. Εις την συνάντησιν έλαβον μέρος οι εκπρόσωποι των ενδιαφερομένων οργανώσεων, οι οποίοι ανέπτυξαν τας απόψεις των και εζήτησαν την λήψιν μέτρων προς αντιμετώπισιν της καταστάσεως. Ως ανεκοινώθη, αι αποφάσεις θα ληφθούν εντός των προσεχών ημερών, μετά την ολοκλήρωσιν των σχετικών μελετών και την εξέτασιν όλων των στοιχείων. <box>689 68 983 257</box>
article-english-teachers <box>995 170 1164 316</box>
headline: Η ΣΥΓΚΕΝΤΡΩΣΙΣ ΔΙΑ ΤΟΝ ΠΥΡΗΝΙΚΟΝ ΑΦΟΠΛΙΣΜΟΝ ΤΩΝ ΟΠΑΔΩΝ ΤΗΣ ΚΙΝΗΣΕΩΣ «ΜΠΕΡΤΡΑΝ ΡΑΣΣΕΛ» <box>22 598 410 629</box>
lottery-number: 27097 <box>475 1389 499 1399</box>
article-physics-students <box>689 647 983 831</box>
article-body: ΑΘΗΝΑΙ, 23. — Κατά τας πληροφορίας μας, αι συζητήσεις επί του θέματος εσυνεχίσθησαν και σήμερον υπό της αρμοδίας επιτροπής, η οποία θα υποβάλη τα πορίσματα αυτής εις το υπουργείον. Εις την συνάντησιν έλαβον μέρος οι εκπρόσωποι των ενδιαφερομένων οργανώσεων, οι οποίοι ανέπτυξαν τας απόψεις των και εζήτησαν την λήψιν μέτρων προς αντιμετώπισιν της καταστάσεως. Ως ανεκοινώθη, αι αποφάσεις θα ληφθούν εντός των προσεχών ημερών, μετά την ολοκλήρωσιν των σχετικών μελετών και την εξέτασιν όλων των στοιχείων. <box>995 1626 1164 1725</box>
article-eda-rallies <box>689 831 983 1018</box>
column-2 <box>419 10 683 2320</box>
gold-price-row <box>425 561 676 570</box>
lottery-number: 29975 <box>578 1389 600 1399</box>
lottery-number: 55219 <box>475 1407 499 1417</box>
article-teachers <box>19 723 413 853</box>
coin-name: Ράνεο <box>425 619 446 628</box>
article-body: ΑΘΗΝΑΙ, 23. — Κατά τας πληροφορίας μας, αι συζητήσεις επί του θέματος εσυνεχίσθησαν και σήμερον υπό της αρμοδίας επιτροπής, η οποία θα υποβάλη τα πορίσματα αυτής εις το υπουργείον. Εις την συνάντησιν έλαβον μέρος οι εκπρόσωποι των ενδιαφερομένων οργανώσεων, οι οποίοι ανέπτυξαν τας απόψεις των και εζήτησαν την λήψιν μέτρων προς αντιμετώπισιν της καταστάσεως. Ως ανεκοινώθη, αι αποφάσεις θα ληφθούν εντός των προσεχών ημερών, μετά την ολοκλήρωσιν των σχετικών μελετών και την εξέτασιν όλων των στοιχείων. <box>995 1488 1164 1586</box>
headline: Η ΙΠΠΙΚΗ ΕΚΘΕΣΙΣ ΒΟΡΕΙΟΥ ΕΛΛΑΔΟΣ <box>1011 1461 1149 1484</box>
headline: ΠΟΡΕΙΑΝ ΔΙΑΜΑΡΤΥΡΙΑΣ ΠΡΟΣ ΤΑ ΑΝΑΚΤΟΡΑ ΘΑ ΠΡΑΓΜΑΤΟΠΟΙΗΣΟΥΝ ΟΙ ΣΥΝΤΑΞΙΟΥΧΟΙ <box>426 14 675 53</box>
headline: ΤΟ ΕΘΝΙΚΟΝ ΘΕΑΤΡΟΝ ΕΙΣ ΤΗΝ ΛΕΥΚΩΣΙΑΝ <box>1245 1087 1494 1102</box>
lottery-numbers <box>425 1289 676 1417</box>
article-chania <box>425 1067 676 1176</box>
article-body: ΑΘΗΝΑΙ, 23. — Κατά τας πληροφορίας μας, αι συζητήσεις επί του θέματος εσυνεχίσθησαν και σήμερον υπό της αρμοδίας επιτροπής, η οποία θα υποβάλη τα πορίσματα αυτής εις το υπουργείον. Εις την συνάντησιν έλαβον μέρος οι εκπρόσωποι των ενδιαφερομένων οργανώσεων, οι οποίοι ανέπτυξαν τας απόψεις των και εζήτησαν την λήψιν μέτρων προς αντιμετώπισιν της καταστάσεως. Ως ανεκοινώθη, αι αποφάσεις θα ληφθούν εντός των προσεχών ημερών, μετά την ολοκλήρωσιν των σχετικών μελετών και την εξέτασιν όλων των στοιχείων. <box>995 796 1164 893</box>
section-label: ΕΙΣ ΤΑΣ ΑΘΗΝΑΣ <box>521 628 581 637</box>
lottery-number: 11919 <box>475 1380 499 1390</box>
headline: ΓΛΕΥΚΟΣ ΘΑ ΕΞΑΧΘΗ ΕΙΣ ΤΗΝ ΑΓΓΛΙΑΝ <box>439 976 662 991</box>
headline: ΣΥΝΕΛΗΦΘΗ ΟΛΩΣ ΑΙΦΝΙΔΙΩΣ ΕΙΣ ΚΑΪΡΟΝ Ο ΠΡΩΗΝ ΑΝΤΙΠΡΟΕΔΡΟΣ ΤΗΣ ΥΕΜΕΝΗΣ ΚΑΙ ΜΕΤΕΦΕΡΘΗ ΕΙΣ ΑΓΝΩΣΤΟΝ ΚΑΤΕΥΘΥΝΣΙΝ <box>1196 345 1543 391</box>
headline: ΤΟ ΥΠΟΥΡΓΕΙΟΝ ΕΜΠΟΡΙΟΥ ΔΙΑΨΕΥΔΕΙ ΟΤΙ ΑΡΓΟΥΝ ΕΙΣ ΤΑΣ ΠΑΡΑΜΟΝΑΣ ΤΗΣ ΝΕΑΣ ΕΣΟΔΕΙΑΣ <box>428 323 673 363</box>
article-bakers <box>995 1319 1164 1457</box>
article-body: ΑΘΗΝΑΙ, 23. — Κατά τας πληροφορίας μας, αι συζητήσεις επί του θέματος εσυνεχίσθησαν και σήμερον υπό της αρμοδίας επιτροπής, η οποία θα υποβάλη τα πορίσματα αυτής εις το υπουργείον. Εις την συνάντησιν έλαβον μέρος οι εκπρόσωποι των ενδιαφερομένων οργανώσεων, οι οποίοι ανέπτυξαν τας απόψεις των και εζήτησαν την λήψιν μέτρων προς αντιμετώπισιν της καταστάσεως. Ως ανεκοινώθη, αι αποφάσεις θα ληφθούν εντός των προσεχών ημερών, μετά την ολοκλήρωσιν των σχετικών μελετών και την εξέτασιν όλων των στοιχείων. ΑΘΗΝΑΙ, 23. — Κατά τας πληροφορίας μας, αι συζητήσεις επί του θέματος εσυνεχίσθησαν και σήμερον υπό της αρμοδίας επιτροπής, η οποία θα υποβάλη τα πορίσματα αυτής εις το υπουργείον. Εις την συνάντησιν έλαβον μέρος οι εκπρόσωποι των ενδιαφερομένων οργανώσεων, οι οποίοι ανέπτυξαν τας απόψεις των και εζήτησαν την λήψιν μέτρων προς αντιμετώπισιν της καταστάσεως. Ως ανεκοινώθη, αι αποφάσεις θα ληφθούν εντός των προσεχών ημερών, μετά την ολοκλήρωσιν των σχετικών μελετών και την εξέτασιν όλων των στοιχείων. <box>425 56 676 187</box>
lottery-number: 28072 <box>425 1325 447 1335</box>
lottery-number: 73422 <box>578 1289 600 1298</box>
lottery-number: 56612 <box>527 1407 550 1417</box>
article-lambrakis <box>19 327 413 465</box>
headline: Η ΔΡΑΣΤΗΡΙΟΤΗΣ ΤΗΣ ΚΙΝΗΣΕΩΣ ΝΕΩΝ «ΓΡ. ΛΑΜΠΡΑΚΗΣ» ΕΚΘΕΣΙΣ ΦΩΤΟΓΡΑΦΙΩΝ ΚΑΙ ΠΕΡΙΟΔΕΙΑ ΕΙΣ ΤΑΣ ΣΕΡΡΑΣ <box>20 331 412 362</box>
headline: ΣΥΣΚΕΨΙΣ ΔΙΑ ΣΥΓΚΡΟΤΗΣΙΝ ΚΑΙ ΕΠΙ ΤΟΥ ΘΕΜΑΤΟΣ ΤΗΣ ΤΙΜΗΣ ΤΩΝ ΥΦΑΣΜΑΤΩΝ <box>999 321 1160 355</box>
headline: ΠΟΤΕ ΘΑ ΚΑΘΟΡΙΣΘΟΥΝ ΤΑ ΕΙΔΙΚΑ ΤΙΜΟΛΟΓΙΑ ΗΛΕΚΤΡΙΚΟΥ ΡΕΥΜΑΤΟΣ ΔΙΑ ΤΗΝ ΒΙΟΜΗΧΑΝΙΑΝ <box>436 202 665 241</box>
article-local-news <box>689 1529 983 1680</box>
lottery-number: 16266 <box>475 1316 499 1325</box>
article-body: ΑΘΗΝΑΙ, 23. — Κατά τας πληροφορίας μας, αι συζητήσεις επί του θέματος εσυνεχίσθησαν και σήμερον υπό της αρμοδίας επιτροπής, η οποία θα υποβάλη τα πορίσματα αυτής εις το υπουργείον. Εις την συνάντησιν έλαβον μέρος οι εκπρόσωποι των ενδιαφερομένων οργανώσεων, οι οποίοι ανέπτυξαν τας απόψεις των και εζήτησαν την λήψιν μέτρων προς αντιμετώπισιν της καταστάσεως. Ως ανεκοινώθη, αι αποφάσεις θα ληφθούν εντός των προσεχών ημερών, μετά την ολοκλήρωσιν των σχετικών μελετών και την εξέτασιν όλων των στοιχείων. ΑΘΗΝΑΙ, 23. — Κατά τας πληροφορίας μας, αι συζητήσεις επί του θέματος εσυνεχίσθησαν και σήμερον υπό της αρμοδίας επιτροπής, η οποία θα υποβάλη τα πορίσματα αυτής εις το υπουργείον. Εις την συνάντησιν έλαβον μέρος οι εκπρόσωποι των ενδιαφερομένων οργανώσεων, οι οποίοι ανέπτυξαν τας απόψεις των και εζήτησαν την λήψιν μέτρων προς αντιμετώπισιν της καταστάσεως. Ως ανεκοινώθη, αι αποφάσεις θα ληφθούν εντός των προσεχών ημερών, μετά την ολοκλήρωσιν των σχετικών μελετών και την εξέτασιν όλων των στοιχείων. <box>1176 250 1562 331</box>
coin-name: Ελβετικαί <box>425 569 462 578</box>
coin-price: 244,00 — 244,00 <box>614 578 676 586</box>
headline: ΤΡΕΙΣ ΝΕΑΡΟΙ ΕΠΟΧΟΥΜΕΝΟΙ ΚΛΑΠΕΝΤΟΣ ΑΥΤΟΚΙΝΗΤΟΥ ΔΙΕΠΡΑΤΤΟΝ ΚΛΟΠΑΣ ΔΙΑ ΡΗΞΕΩΣ ΕΙΣ ΚΑΤΑΣΤΗΜΑΤΑ <box>1205 836 1533 863</box>
lottery-number: 15886 <box>425 1316 447 1325</box>
article-body: ΑΘΗΝΑΙ, 23. — Κατά τας πληροφορίας μας, αι συζητήσεις επί του θέματος εσυνεχίσθησαν και σήμερον υπό της αρμοδίας επιτροπής, η οποία θα υποβάλη τα πορίσματα αυτής εις το υπουργείον. Εις την συνάντησιν έλαβον μέρος οι εκπρόσωποι των ενδιαφερομένων οργανώσεων, οι οποίοι ανέπτυξαν τας απόψεις των και εζήτησαν την λήψιν μέτρων προς αντιμετώπισιν της καταστάσεως. Ως ανεκοινώθη, αι αποφάσεις θα ληφθούν εντός των προσεχών ημερών, μετά την ολοκλήρωσιν των σχετικών μελετών και την εξέτασιν όλων των στοιχείων. ΑΘΗΝΑΙ, 23. — Κατά τας πληροφορίας μας, αι συζητήσεις επί του θέματος εσυνεχίσθησαν και σήμερον υπό της αρμοδίας επιτροπής, η οποία θα υποβάλη τα πορίσματα αυτής εις το υπουργείον. Εις την συνάντησιν έλαβον μέρος οι εκπρόσωποι των ενδιαφερομένων οργανώσεων, οι οποίοι ανέπτυξαν τας απόψεις των και εζήτησαν την λήψιν μέτρων προς αντιμετώπισιν της καταστάσεως. Ως ανεκοινώθη, αι αποφάσεις θα ληφθούν εντός των προσεχών ημερών, μετά την ολοκλήρωσιν των σχετικών μελετών και την εξέτασιν όλων των στοιχείων. <box>689 1550 983 1673</box>
lottery-number: 43451 <box>629 1399 651 1408</box>
lottery-number: 60197 <box>425 1352 447 1362</box>
lottery-number: 68022 <box>578 1352 600 1362</box>
headline: Ο ΠΡΟΕΔΡΟΣ ΚΕΝΝΕΝΤΥ ΕΔΕΧΘΗ ΕΙΣ ΣΥΝΕΡΓΑΣΙΑΝ ΤΟΝ ΙΤΑΛΟΝ ΥΠΟΥΡΓΟΝ ΕΞΩΤΕΡΙΚΩΝ Κ. ΠΙΤΣΙΟΝΙ <box>1181 14 1557 45</box>
lottery-number: 26789 <box>629 1316 651 1325</box>
lottery-number: 72240 <box>527 1289 550 1298</box>
headline: ΑΠΟΝΟΜΗ ΒΡΑΒΕΙΩΝ ΕΙΣ ΑΡΙΣΤΟΥΧΟΥΣ ΜΑΘΗΤΑΣ ΤΕΚΝΑ ΥΠΑΛΛΗΛΩΝ ΤΟΥ Ο.Τ.Ε. ΘΕΣΣΑΛΟΝΙΚΗΣ <box>23 469 409 500</box>
article-body: ΑΘΗΝΑΙ, 23. — Κατά τας πληροφορίας μας, αι συζητήσεις επί του θέματος εσυνεχίσθησαν και σήμερον υπό της αρμοδίας επιτροπής, η οποία θα υποβάλη τα πορίσματα αυτής εις το υπουργείον. Εις την συνάντησιν έλαβον μέρος οι εκπρόσωποι των ενδιαφερομένων οργανώσεων, οι οποίοι ανέπτυξαν τας απόψεις των και εζήτησαν την λήψιν μέτρων προς αντιμετώπισιν της καταστάσεως. Ως ανεκοινώθη, αι αποφάσεις θα ληφθούν εντός των προσεχών ημερών, μετά την ολοκλήρωσιν των σχετικών μελετών και την εξέτασιν όλων των στοιχείων. <box>425 1102 676 1166</box>
article-flour-industry <box>19 10 413 224</box>
lottery-number: 28912 <box>475 1325 499 1335</box>
lottery-number: 36400 <box>527 1325 550 1335</box>
coin-price: 245,00 — 245,00 <box>614 569 676 578</box>
gold-price-table <box>425 554 676 628</box>
lottery-number: 41067 <box>475 1334 499 1344</box>
headline: ΕΝΩ ΠΡΟΣΗΥΧΕΤΟ ΕΠΙ ΩΡΑΝ ΕΝΤΟΣ ΤΟΥ ΝΑΟΥ ΑΙΦΝΙΔΙΩΣ ΗΡΧΙΣΕ ΝΑ ΒΛΑΣΦΗΜΗ ΤΑ ΘΕΙΑ ΚΑΙ ΝΑ ΠΛΗΤΤΗ ΤΗΝ ΕΙΚΟΝΑ ΤΟΥ ΑΓ. ΓΕΩΡΓΙΟΥ <box>22 228 410 273</box>
article-body: ΑΘΗΝΑΙ, 23. — Κατά τας πληροφορίας μας, αι συζητήσεις επί του θέματος εσυνεχίσθησαν και σήμερον υπό της αρμοδίας επιτροπής, η οποία θα υποβάλη τα πορίσματα αυτής εις το υπουργείον. Εις την συνάντησιν έλαβον μέρος οι εκπρόσωποι των ενδιαφερομένων οργανώσεων, οι οποίοι ανέπτυξαν τας απόψεις των και εζήτησαν την λήψιν μέτρων προς αντιμετώπισιν της καταστάσεως. Ως ανεκοινώθη, αι αποφάσεις θα ληφθούν εντός των προσεχών ημερών, μετά την ολοκλήρωσιν των σχετικών μελετών και την εξέτασιν όλων των στοιχείων. ΑΘΗΝΑΙ, 23. — Κατά τας πληροφορίας μας, αι συζητήσεις επί του θέματος εσυνεχίσθησαν και σήμερον υπό της αρμοδίας επιτροπής, η οποία θα υποβάλη τα πορίσματα αυτής εις το υπουργείον. Εις την συνάντησιν έλαβον μέρος οι εκπρόσωποι των ενδιαφερομένων οργανώσεων, οι οποίοι ανέπτυξαν τας απόψεις των και εζήτησαν την λήψιν μέτρων προς αντιμετώπισιν της καταστάσεως. Ως ανεκοινώθη, αι αποφάσεις θα ληφθούν εντός των προσεχών ημερών, μετά την ολοκλήρωσιν των σχετικών μελετών και την εξέτασιν όλων των στοιχείων. <box>1176 992 1562 1074</box>
subheadline: ΣΥΝΕΚΡΟΤΗΘΗ ΤΟ ΠΑΜΒΟΡΕΙΟΘΕΣΣΑΛΙΚΟΝ ΣΥΝΕΔΡΙΟΝ <box>19 68 387 82</box>
lottery-number: 5000 <box>425 1297 444 1307</box>
column-5 <box>1171 10 1568 2320</box>
headline: ΟΙ ΦΟΙΤΗΤΑΙ ΤΗΣ ΦΥΣΙΚΗΣ ΚΑΤΑΚΡΙΝΟΥΝ ΤΗΝ ΑΝΑΘΕΣΙΝ ΕΙΣ ΤΟΥΣ ΘΕΟΛΟΓΟΥΣ ΤΗΣ ΔΙΔΑΣΚΑΛΙΑΣ ΦΥΣΙΚΟΜΑΘΗΜΑΤΙΚΩΝ <box>694 651 977 697</box>
article-airmen <box>689 456 983 647</box>
lottery-number: 13458 <box>629 1307 651 1317</box>
headline: 294,75 ΔΡΧ. Η ΧΡΥΣΗ ΛΙΡΑ ΕΙΣ ΤΗΝ ΘΕΣΣΑΛΟΝΙΚΗΝ ΚΑΙ 293,80 ΔΡΧ. ΕΙΣ ΑΘΗΝΑΣ <box>446 445 655 484</box>
headline: ΕΛΗΞΕΝ ΕΙΣ ΚΟΡΙΝΘΟΝ Η «ΕΟΡΤΗ ΤΟΥ ΣΤΑΦΥΛΙΟΥ» <box>995 1046 1164 1070</box>
headline: Ο ΔΗΜΑΡΧΟΣ ΤΟΥ ΕΣΣΕΝ ΕΝΔΙΑΦΕΡΘΗ ΕΙΣ ΤΗΝ ΘΕΣΣΑΛΟΝΙΚΗΝ ΔΙΑ ΤΑΣ ΑΡΔΕΥΤΙΚΑΣ <box>429 649 672 676</box>
lottery-number: 46992 <box>629 1334 651 1344</box>
article-body: ΑΘΗΝΑΙ, 23. — Κατά τας πληροφορίας μας, αι συζητήσεις επί του θέματος εσυνεχίσθησαν και σήμερον υπό της αρμοδίας επιτροπής, η οποία θα υποβάλη τα πορίσματα αυτής εις το υπουργείον. Εις την συνάντησιν έλαβον μέρος οι εκπρόσωποι των ενδιαφερομένων οργανώσεων, οι οποίοι ανέπτυξαν τας απόψεις των και εζήτησαν την λήψιν μέτρων προς αντιμετώπισιν της καταστάσεως. Ως ανεκοινώθη, αι αποφάσεις θα ληφθούν εντός των προσεχών ημερών, μετά την ολοκλήρωσιν των σχετικών μελετών και την εξέτασιν όλων των στοιχείων. <box>425 366 676 431</box>
coin-name: Ιταλικαί <box>425 594 458 603</box>
lottery-number: 24119 <box>425 1389 447 1399</box>
lottery-number: 42187 <box>578 1399 600 1408</box>
article-human-rights <box>689 10 983 265</box>
article-corinth <box>995 1042 1164 1181</box>
lottery-number: κερδίζουν <box>629 1297 668 1307</box>
lottery-number: 46949 <box>578 1334 600 1344</box>
gold-price-row <box>425 570 676 579</box>
article-essen-mayor <box>425 644 676 753</box>
article-body: ΑΘΗΝΑΙ, 23. — Κατά τας πληροφορίας μας, αι συζητήσεις επί του θέματος εσυνεχίσθησαν και σήμερον υπό της αρμοδίας επιτροπής, η οποία θα υποβάλη τα πορίσματα αυτής εις το υπουργείον. Εις την συνάντησιν έλαβον μέρος οι εκπρόσωποι των ενδιαφερομένων οργανώσεων, οι οποίοι ανέπτυξαν τας απόψεις των και εζήτησαν την λήψιν μέτρων προς αντιμετώπισιν της καταστάσεως. Ως ανεκοινώθη, αι αποφάσεις θα ληφθούν εντός των προσεχών ημερών, μετά την ολοκλήρωσιν των σχετικών μελετών και την εξέτασιν όλων των στοιχείων. <box>425 487 676 553</box>
coin-price: 252,00 — 252,50 <box>614 561 676 570</box>
article-nafplio-ship <box>689 1019 983 1197</box>
headline: ΠΡΟΒΑΤΑ ΘΝΗΣΚΟΥΝ ΚΑΤΑ ΕΚΑΤΟΝΤΑΔΑΣ ΕΙΣ Η ΚΥΤΗ ΠΛΟΙΟΥ <box>427 867 674 894</box>
coin-price: 235,00 — 235,00 <box>614 611 676 619</box>
headline: ΟΙ ΚΕΡΔΙΖΟΝΤΕΣ ΑΡΙΘΜΟΙ ΤΟΥ ΛΑΪΚΟΥ ΛΑΧΕΙΟΥ <box>54 987 378 1003</box>
article-body: ΑΘΗΝΑΙ, 23. — Κατά τας πληροφορίας μας, αι συζητήσεις επί του θέματος εσυνεχίσθησαν και σήμερον υπό της αρμοδίας επιτροπής, η οποία θα υποβάλη τα πορίσματα αυτής εις το υπουργείον. Εις την συνάντησιν έλαβον μέρος οι εκπρόσωποι των ενδιαφερομένων οργανώσεων, οι οποίοι ανέπτυξαν τας απόψεις των και εζήτησαν την λήψιν μέτρων προς αντιμετώπισιν της καταστάσεως. Ως ανεκοινώθη, αι αποφάσεις θα ληφθούν εντός των προσεχών ημερών, μετά την ολοκλήρωσιν των σχετικών μελετών και την εξέτασιν όλων των στοιχείων. <box>995 1765 1164 1863</box>
article-insurance-tax <box>995 10 1164 170</box>
article-wheat <box>425 754 676 863</box>
article-body: ΑΘΗΝΑΙ, 23. — Κατά τας πληροφορίας μας, αι συζητήσεις επί του θέματος εσυνεχίσθησαν και σήμερον υπό της αρμοδίας επιτροπής, η οποία θα υποβάλη τα πορίσματα αυτής εις το υπουργείον. Εις την συνάντησιν έλαβον μέρος οι εκπρόσωποι των ενδιαφερομένων οργανώσεων, οι οποίοι ανέπτυξαν τας απόψεις των και εζήτησαν την λήψιν μέτρων προς αντιμετώπισιν της καταστάσεως. Ως ανεκοινώθη, αι αποφάσεις θα ληφθούν εντός των προσεχών ημερών, μετά την ολοκλήρωσιν των σχετικών μελετών και την εξέτασιν όλων των στοιχείων. ΑΘΗΝΑΙ, 23. — Κατά τας πληροφορίας μας, αι συζητήσεις επί του θέματος εσυνεχίσθησαν και σήμερον υπό της αρμοδίας επιτροπής, η οποία θα υποβάλη τα πορίσματα αυτής εις το υπουργείον. Εις την συνάντησιν έλαβον μέρος οι εκπρόσωποι των ενδιαφερομένων οργανώσεων, οι οποίοι ανέπτυξαν τας απόψεις των και εζήτησαν την λήψιν μέτρων προς αντιμετώπισιν της καταστάσεως. Ως ανεκοινώθη, αι αποφάσεις θα ληφθούν εντός των προσεχών ημερών, μετά την ολοκλήρωσιν των σχετικών μελετών και την εξέτασιν όλων των στοιχείων. ΑΙ ΚΟΙΝΟΠΡΑΞΙΑΙ ΑΘΗΝΑΙ, 23. — Κατά τας πληροφορίας μας, αι συζητήσεις επί του θέματος εσυνεχίσθησαν και σήμερον υπό της αρμοδίας επιτροπής, η οποία θα υποβάλη τα πορίσματα αυτής εις το υπουργείον. Εις την συνάντησιν έλαβον μέρος οι εκπρόσωποι των ενδιαφερομένων οργανώσεων, οι οποίοι ανέπτυξαν τας απόψεις των και εζήτησαν την λήψιν μέτρων προς αντιμετώπισιν της καταστάσεως. Ως ανεκοινώθη, αι αποφάσεις θα ληφθούν εντός των προσεχών ημερών, μετά την ολοκλήρωσιν των σχετικών μελετών και την εξέτασιν όλων των στοιχείων. <box>19 84 413 215</box>
article-eda-support <box>995 1733 1164 1872</box>
article-body: ΑΘΗΝΑΙ, 23. — Κατά τας πληροφορίας μας, αι συζητήσεις επί του θέματος εσυνεχίσθησαν και σήμερον υπό της αρμοδίας επιτροπής, η οποία θα υποβάλη τα πορίσματα αυτής εις το υπουργείον. Εις την συνάντησιν έλαβον μέρος οι εκπρόσωποι των ενδιαφερομένων οργανώσεων, οι οποίοι ανέπτυξαν τας απόψεις των και εζήτησαν την λήψιν μέτρων προς αντιμετώπισιν της καταστάσεως. Ως ανεκοινώθη, αι αποφάσεις θα ληφθούν εντός των προσεχών ημερών, μετά την ολοκλήρωσιν των σχετικών μελετών και την εξέτασιν όλων των στοιχείων. ΑΘΗΝΑΙ, 23. — Κατά τας πληροφορίας μας, αι συζητήσεις επί του θέματος εσυνεχίσθησαν και σήμερον υπό της αρμοδίας επιτροπής, η οποία θα υποβάλη τα πορίσματα αυτής εις το υπουργείον. Εις την συνάντησιν έλαβον μέρος οι εκπρόσωποι των ενδιαφερομένων οργανώσεων, οι οποίοι ανέπτυξαν τας απόψεις των και εζήτησαν την λήψιν μέτρων προς αντιμετώπισιν της καταστάσεως. Ως ανεκοινώθη, αι αποφάσεις θα ληφθούν εντός των προσεχών ημερών, μετά την ολοκλήρωσιν των σχετικών μελετών και την εξέτασιν όλων των στοιχείων. ΑΘΗΝΑΙ, 23. — Κατά τας πληροφορίας μας, αι συζητήσεις επί του θέματος εσυνεχίσθησαν και σήμερον υπό της αρμοδίας επιτροπής, η οποία θα υποβάλη τα πορίσματα αυτής εις το υπουργείον. Εις την συνάντησιν έλαβον μέρος οι εκπρόσωποι των ενδιαφερομένων οργανώσεων, οι οποίοι ανέπτυξαν τας απόψεις των και εζήτησαν την λήψιν μέτρων προς αντιμετώπισιν της καταστάσεως. Ως ανεκοινώθη, αι αποφάσεις θα ληφθούν εντός των προσεχών ημερών, μετά την ολοκλήρωσιν των σχετικών μελετών και την εξέτασιν όλων των στοιχείων. ΑΘΗΝΑΙ, 23. — Κατά τας πληροφορίας μας, αι συζητήσεις επί του θέματος εσυνεχίσθησαν και σήμερον υπό της αρμοδίας επιτροπής, η οποία θα υποβάλη τα πορίσματα αυτής εις το υπουργείον. Εις την συνάντησιν έλαβον μέρος οι εκπρόσωποι των ενδιαφερομένων οργανώσεων, οι οποίοι ανέπτυξαν τας απόψεις των και εζήτησαν την λήψιν μέτρων προς αντιμετώπισιν της καταστάσεως. Ως ανεκοινώθη, αι αποφάσεις θα ληφθούν εντός των προσεχών ημερών, μετά την ολοκλήρωσιν των σχετικών μελετών και την εξέτασιν όλων των στοιχείων. <box>1176 1179 1562 1343</box>
headline: ΑΠΟΚΑΤΑΣΤΑΣΙΝ ΤΩΝ ΕΛΕΥΘΕΡΙΩΝ ΕΙΣ ΤΗΝ ΕΛΛΑΔΑ ΚΑΙ ΔΙΕΝΕΡΓΕΙΑΝ ΔΗΜΟΚΡΑΤΙΚΩΝ ΕΚΛΟΓΩΝ ΖΗΤΕΙ ΤΟ ΣΥΝΕΔΡΙΟΝ ΤΩΝ ΑΝΘΡΩΠΙΝΩΝ ΔΙΚΑΙΩΜΑΤΩΝ <box>690 14 981 66</box>
headline: ΕΜΠΟΡΙΚΑΙ ΣΥΝΟΜΙΛΙΑΙ ΑΜΕΡΙΚΗΣ — ΑΙΓΥΠΤΟΥ <box>1019 908 1140 931</box>
lottery-number: κερδίζουν <box>527 1362 567 1372</box>
headline: ΣΥΝΕΛΗΦΘΗΣΑΝ ΔΡΑΣΤΑΙ ΑΡΧΑΙΟΚΑΠΗΛΙΑΣ ΕΦΥΓΑΔΕΥΟΝ ΤΑ ΕΥΡΗΜΑΤΑ ΕΙΣ ΤΗΝ ΕΛΒΕΤΙΑΝ <box>1211 489 1527 520</box>
newspaper-page <box>14 10 1562 2320</box>
lottery-number: 17651 <box>527 1380 550 1390</box>
article-body: ΑΘΗΝΑΙ, 23. — Κατά τας πληροφορίας μας, αι συζητήσεις επί του θέματος εσυνεχίσθησαν και σήμερον υπό της αρμοδίας επιτροπής, η οποία θα υποβάλη τα πορίσματα αυτής εις το υπουργείον. Εις την συνάντησιν έλαβον μέρος οι εκπρόσωποι των ενδιαφερομένων οργανώσεων, οι οποίοι ανέπτυξαν τας απόψεις των και εζήτησαν την λήψιν μέτρων προς αντιμετώπισιν της καταστάσεως. Ως ανεκοινώθη, αι αποφάσεις θα ληφθούν εντός των προσεχών ημερών, μετά την ολοκλήρωσιν των σχετικών μελετών και την εξέτασιν όλων των στοιχείων. ΑΘΗΝΑΙ, 23. — Κατά τας πληροφορίας μας, αι συζητήσεις επί του θέματος εσυνεχίσθησαν και σήμερον υπό της αρμοδίας επιτροπής, η οποία θα υποβάλη τα πορίσματα αυτής εις το υπουργείον. Εις την συνάντησιν έλαβον μέρος οι εκπρόσωποι των ενδιαφερομένων οργανώσεων, οι οποίοι ανέπτυξαν τας απόψεις των και εζήτησαν την λήψιν μέτρων προς αντιμετώπισιν της καταστάσεως. Ως ανεκοινώθη, αι αποφάσεις θα ληφθούν εντός των προσεχών ημερών, μετά την ολοκλήρωσιν των σχετικών μελετών και την εξέτασιν όλων των στοιχείων. ΑΘΗΝΑΙ, 23. — Κατά τας πληροφορίας μας, αι συζητήσεις επί του θέματος εσυνεχίσθησαν και σήμερον υπό της αρμοδίας επιτροπής, η οποία θα υποβάλη τα πορίσματα αυτής εις το υπουργείον. Εις την συνάντησιν έλαβον μέρος οι εκπρόσωποι των ενδιαφερομένων οργανώσεων, οι οποίοι ανέπτυξαν τας απόψεις των και εζήτησαν την λήψιν μέτρων προς αντιμετώπισιν της καταστάσεως. Ως ανεκοινώθη, αι αποφάσεις θα ληφθούν εντός των προσεχών ημερών, μετά την ολοκλήρωσιν των σχετικών μελετών και την εξέτασιν όλων των στοιχείων. <box>1176 65 1562 187</box>
article-beans <box>995 1180 1164 1319</box>
article-body: ΑΘΗΝΑΙ, 23. — Κατά τας πληροφορίας μας, αι συζητήσεις επί του θέματος εσυνεχίσθησαν και σήμερον υπό της αρμοδίας επιτροπής, η οποία θα υποβάλη τα πορίσματα αυτής εις το υπουργείον. Εις την συνάντησιν έλαβον μέρος οι εκπρόσωποι των ενδιαφερομένων οργανώσεων, οι οποίοι ανέπτυξαν τας απόψεις των και εζήτησαν την λήψιν μέτρων προς αντιμετώπισιν της καταστάσεως. Ως ανεκοινώθη, αι αποφάσεις θα ληφθούν εντός των προσεχών ημερών, μετά την ολοκλήρωσιν των σχετικών μελετών και την εξέτασιν όλων των στοιχείων. ΑΘΗΝΑΙ, 23. — Κατά τας πληροφορίας μας, αι συζητήσεις επί του θέματος εσυνεχίσθησαν και σήμερον υπό της αρμοδίας επιτροπής, η οποία θα υποβάλη τα πορίσματα αυτής εις το υπουργείον. Εις την συνάντησιν έλαβον μέρος οι εκπρόσωποι των ενδιαφερομένων οργανώσεων, οι οποίοι ανέπτυξαν τας απόψεις των και εζήτησαν την λήψιν μέτρων προς αντιμετώπισιν της καταστάσεως. Ως ανεκοινώθη, αι αποφάσεις θα ληφθούν εντός των προσεχών ημερών, μετά την ολοκλήρωσιν των σχετικών μελετών και την εξέτασιν όλων των στοιχείων. <box>1176 653 1562 734</box>
article-body: ΑΘΗΝΑΙ, 23. — Κατά τας πληροφορίας μας, αι συζητήσεις επί του θέματος εσυνεχίσθησαν και σήμερον υπό της αρμοδίας επιτροπής, η οποία θα υποβάλη τα πορίσματα αυτής εις το υπουργείον. Εις την συνάντησιν έλαβον μέρος οι εκπρόσωποι των ενδιαφερομένων οργανώσεων, οι οποίοι ανέπτυξαν τας απόψεις των και εζήτησαν την λήψιν μέτρων προς αντιμετώπισιν της καταστάσεως. Ως ανεκοινώθη, αι αποφάσεις θα ληφθούν εντός των προσεχών ημερών, μετά την ολοκλήρωσιν των σχετικών μελετών και την εξέτασιν όλων των στοιχείων. <box>995 1211 1164 1309</box>
coin-name: Φιλίππου <box>425 603 458 612</box>
lottery-number: : <box>629 1362 634 1372</box>
article-sheep <box>425 863 676 972</box>
lottery-number: 3291 <box>475 1307 494 1317</box>
headline: ΠΤΩΜΑ ΚΥΝΗΓΟΥ ΕΥΡΕΘΗ ΕΙΣ ΤΙΝΑ ΧΑΛΙΚΑΝ ΚΥΠΡΟΥ <box>439 1420 662 1443</box>
article-body: ΑΘΗΝΑΙ, 23. — Κατά τας πληροφορίας μας, αι συζητήσεις επί του θέματος εσυνεχίσθησαν και σήμερον υπό της αρμοδίας επιτροπής, η οποία θα υποβάλη τα πορίσματα αυτής εις το υπουργείον. Εις την συνάντησιν έλαβον μέρος οι εκπρόσωποι των ενδιαφερομένων οργανώσεων, οι οποίοι ανέπτυξαν τας απόψεις των και εζήτησαν την λήψιν μέτρων προς αντιμετώπισιν της καταστάσεως. Ως ανεκοινώθη, αι αποφάσεις θα ληφθούν εντός των προσεχών ημερών, μετά την ολοκλήρωσιν των σχετικών μελετών και την εξέτασιν όλων των στοιχείων. <box>425 1447 676 1511</box>
gold-price-row <box>425 603 676 612</box>
lottery-number: 61017 <box>629 1407 651 1417</box>
article-body: ΑΘΗΝΑΙ, 23. — Κατά τας πληροφορίας μας, αι συζητήσεις επί του θέματος εσυνεχίσθησαν και σήμερον υπό της αρμοδίας επιτροπής, η οποία θα υποβάλη τα πορίσματα αυτής εις το υπουργείον. Εις την συνάντησιν έλαβον μέρος οι εκπρόσωποι των ενδιαφερομένων οργανώσεων, οι οποίοι ανέπτυξαν τας απόψεις των και εζήτησαν την λήψιν μέτρων προς αντιμετώπισιν της καταστάσεως. Ως ανεκοινώθη, αι αποφάσεις θα ληφθούν εντός των προσεχών ημερών, μετά την ολοκλήρωσιν των σχετικών μελετών και την εξέτασιν όλων των στοιχείων. <box>19 277 413 317</box>
lottery-number: 65072 <box>527 1352 550 1362</box>
article-body: ΑΘΗΝΑΙ, 23. — Κατά τας πληροφορίας μας, αι συζητήσεις επί του θέματος εσυνεχίσθησαν και σήμερον υπό της αρμοδίας επιτροπής, η οποία θα υποβάλη τα πορίσματα αυτής εις το υπουργείον. Εις την συνάντησιν έλαβον μέρος οι εκπρόσωποι των ενδιαφερομένων οργανώσεων, οι οποίοι ανέπτυξαν τας απόψεις των και εζήτησαν την λήψιν μέτρων προς αντιμετώπισιν της καταστάσεως. Ως ανεκοινώθη, αι αποφάσεις θα ληφθούν εντός των προσεχών ημερών, μετά την ολοκλήρωσιν των σχετικών μελετών και την εξέτασιν όλων των στοιχείων. ΑΘΗΝΑΙ, 23. — Κατά τας πληροφορίας μας, αι συζητήσεις επί του θέματος εσυνεχίσθησαν και σήμερον υπό της αρμοδίας επιτροπής, η οποία θα υποβάλη τα πορίσματα αυτής εις το υπουργείον. Εις την συνάντησιν έλαβον μέρος οι εκπρόσωποι των ενδιαφερομένων οργανώσεων, οι οποίοι ανέπτυξαν τας απόψεις των και εζήτησαν την λήψιν μέτρων προς αντιμετώπισιν της καταστάσεως. Ως ανεκοινώθη, αι αποφάσεις θα ληφθούν εντός των προσεχών ημερών, μετά την ολοκλήρωσιν των σχετικών μελετών και την εξέτασιν όλων των στοιχείων. <box>19 503 413 585</box>
article-body: ΑΘΗΝΑΙ, 23. — Κατά τας πληροφορίας μας, αι συζητήσεις επί του θέματος εσυνεχίσθησαν και σήμερον υπό της αρμοδίας επιτροπής, η οποία θα υποβάλη τα πορίσματα αυτής εις το υπουργείον. Εις την συνάντησιν έλαβον μέρος οι εκπρόσωποι των ενδιαφερομένων οργανώσεων, οι οποίοι ανέπτυξαν τας απόψεις των και εζήτησαν την λήψιν μέτρων προς αντιμετώπισιν της καταστάσεως. Ως ανεκοινώθη, αι αποφάσεις θα ληφθούν εντός των προσεχών ημερών, μετά την ολοκλήρωσιν των σχετικών μελετών και την εξέτασιν όλων των στοιχείων. <box>995 657 1164 755</box>
article-eleftheros <box>19 853 413 982</box>
coin-price: 250,00 — 250,00 <box>614 603 676 612</box>
article-body: ΑΘΗΝΑΙ, 23. — Κατά τας πληροφορίας μας, αι συζητήσεις επί του θέματος εσυνεχίσθησαν και σήμερον υπό της αρμοδίας επιτροπής, η οποία θα υποβάλη τα πορίσματα αυτής εις το υπουργείον. Εις την συνάντησιν έλαβον μέρος οι εκπρόσωποι των ενδιαφερομένων οργανώσεων, οι οποίοι ανέπτυξαν τας απόψεις των και εζήτησαν την λήψιν μέτρων προς αντιμετώπισιν της καταστάσεως. Ως ανεκοινώθη, αι αποφάσεις θα ληφθούν εντός των προσεχών ημερών, μετά την ολοκλήρωσιν των σχετικών μελετών και την εξέτασιν όλων των στοιχείων. <box>995 359 1164 456</box>
headline: Η ΕΠΙΜΟΡΦΩΣΙΣ ΤΩΝ ΚΑΘΗΓΗΤΩΝ ΤΗΣ ΑΓΓΛΙΚΗΣ <box>1011 175 1149 198</box>
article-body: ΑΘΗΝΑΙ, 23. — Κατά τας πληροφορίας μας, αι συζητήσεις επί του θέματος εσυνεχίσθησαν και σήμερον υπό της αρμοδίας επιτροπής, η οποία θα υποβάλη τα πορίσματα αυτής εις το υπουργείον. Εις την συνάντησιν έλαβον μέρος οι εκπρόσωποι των ενδιαφερομένων οργανώσεων, οι οποίοι ανέπτυξαν τας απόψεις των και εζήτησαν την λήψιν μέτρων προς αντιμετώπισιν της καταστάσεως. Ως ανεκοινώθη, αι αποφάσεις θα ληφθούν εντός των προσεχών ημερών, μετά την ολοκλήρωσιν των σχετικών μελετών και την εξέτασιν όλων των στοιχείων. ΑΘΗΝΑΙ, 23. — Κατά τας πληροφορίας μας, αι συζητήσεις επί του θέματος εσυνεχίσθησαν και σήμερον υπό της αρμοδίας επιτροπής, η οποία θα υποβάλη τα πορίσματα αυτής εις το υπουργείον. Εις την συνάντησιν έλαβον μέρος οι εκπρόσωποι των ενδιαφερομένων οργανώσεων, οι οποίοι ανέπτυξαν τας απόψεις των και εζήτησαν την λήψιν μέτρων προς αντιμετώπισιν της καταστάσεως. Ως ανεκοινώθη, αι αποφάσεις θα ληφθούν εντός των προσεχών ημερών, μετά την ολοκλήρωσιν των σχετικών μελετών και την εξέτασιν όλων των στοιχείων. <box>689 1065 983 1187</box>
headline: ΕΠΕΣΤΡΑΦΗΣΑΝ ΚΑΙ ΤΟ ΠΡΟΣΩΠΙΚΟΝ ΤΗΣ «ΟΛΥΜΠΙΑΚΗΣ» <box>1021 619 1138 654</box>
article-algeria <box>1176 197 1562 340</box>
lottery-number: 22810 <box>629 1380 651 1390</box>
headline: ΟΙ ΑΓΡΟΤΑΙ ΤΩΝ ΧΑΝΙΩΝ ΤΕΛΟΥΝ ΕΝ ΕΞΕΓΕΡΣΕΙ <box>435 1072 666 1099</box>
article-body: ΑΘΗΝΑΙ, 23. — Κατά τας πληροφορίας μας, αι συζητήσεις επί του θέματος εσυνεχίσθησαν και σήμερον υπό της αρμοδίας επιτροπής, η οποία θα υποβάλη τα πορίσματα αυτής εις το υπουργείον. Εις την συνάντησιν έλαβον μέρος οι εκπρόσωποι των ενδιαφερομένων οργανώσεων, οι οποίοι ανέπτυξαν τας απόψεις των και εζήτησαν την λήψιν μέτρων προς αντιμετώπισιν της καταστάσεως. Ως ανεκοινώθη, αι αποφάσεις θα ληφθούν εντός των προσεχών ημερών, μετά την ολοκλήρωσιν των σχετικών μελετών και την εξέτασιν όλων των στοιχείων. <box>995 507 1164 606</box>
lottery-number: 35637 <box>425 1399 447 1408</box>
article-body: ΑΘΗΝΑΙ, 23. — Κατά τας πληροφορίας μας, αι συζητήσεις επί του θέματος εσυνεχίσθησαν και σήμερον υπό της αρμοδίας επιτροπής, η οποία θα υποβάλη τα πορίσματα αυτής εις το υπουργείον. Εις την συνάντησιν έλαβον μέρος οι εκπρόσωποι των ενδιαφερομένων οργανώσεων, οι οποίοι ανέπτυξαν τας απόψεις των και εζήτησαν την λήψιν μέτρων προς αντιμετώπισιν της καταστάσεως. Ως ανεκοινώθη, αι αποφάσεις θα ληφθούν εντός των προσεχών ημερών, μετά την ολοκλήρωσιν των σχετικών μελετών και την εξέτασιν όλων των στοιχείων. <box>995 63 1164 160</box>
lottery-number: 3012 <box>527 1371 545 1380</box>
headline: Η Ε.Δ.Α. ΕΝΙΣΧΥΕΙ ΔΙΟΙΚΗΤΙΝ ΧΡΕΟΦΥΛΑΚΩΝ <box>1008 1738 1151 1761</box>
headline: ΑΝΕΒΛΗΘΗ Η ΑΠΕΡΓΙΑ ΤΩΝ ΑΡΤΟΠΟΙΩΝ ΑΘΗΝΩΝ <box>1011 1322 1149 1347</box>
headline: ΣΤΡΑΤΙΩΤΗΣ ΕΠΝΙΓΗ ΕΙΣ ΤΗΝ ΚΑΛΑΜΑΝ <box>1007 1599 1152 1623</box>
headline: ΕΝΗΡΓΗΘΗΣΑΝ ΜΕΤΑΘΕΣΕΙΣ ΚΑΘΗΓΗΤΩΝ ΕΙΣ ΤΑ ΓΥΜΝΑΣΙΑ ΤΗΣ ΘΕΣΣΑΛΟΝΙΚΗΣ <box>53 727 379 758</box>
article-usa-egypt <box>995 903 1164 1042</box>
coin-price: 244,00 — 244,50 <box>614 586 676 595</box>
lottery-number: 58907 <box>629 1344 651 1353</box>
article-car-thieves <box>1176 832 1562 958</box>
article-body: ΑΘΗΝΑΙ, 23. — Κατά τας πληροφορίας μας, αι συζητήσεις επί του θέματος εσυνεχίσθησαν και σήμερον υπό της αρμοδίας επιτροπής, η οποία θα υποβάλη τα πορίσματα αυτής εις το υπουργείον. Εις την συνάντησιν έλαβον μέρος οι εκπρόσωποι των ενδιαφερομένων οργανώσεων, οι οποίοι ανέπτυξαν τας απόψεις των και εζήτησαν την λήψιν μέτρων προς αντιμετώπισιν της καταστάσεως. Ως ανεκοινώθη, αι αποφάσεις θα ληφθούν εντός των προσεχών ημερών, μετά την ολοκλήρωσιν των σχετικών μελετών και την εξέτασιν όλων των στοιχείων. <box>1176 782 1562 823</box>
article-gold-lira <box>425 441 676 645</box>
headline: ΑΡΣΙΝ ΤΗΣ ΥΠΟΧΡΕΩΣΕΩΣ ΚΑΤΑΣΚΕΥΗΣ ΚΑΤΑΦΥΓΙΩΝ ΖΗΤΕΙ Ο ΣΥΝΔΕΣΜΟΣ ΤΩΝ ΕΛΛΗΝΩΝ ΒΙΟΜΗΧΑΝΩΝ ΔΙΟΤΙ ΕΠΙΒΑΡΥΝΟΝΤΑΙ ΣΗΜΑΝΤΙΚΩΣ ΑΙ ΕΠΙΧΕΙΡΗΣΕΙΣ <box>689 270 982 322</box>
article-body: ΑΘΗΝΑΙ, 23. — Κατά τας πληροφορίας μας, αι συζητήσεις επί του θέματος εσυνεχίσθησαν και σήμερον υπό της αρμοδίας επιτροπής, η οποία θα υποβάλη τα πορίσματα αυτής εις το υπουργείον. Εις την συνάντησιν έλαβον μέρος οι εκπρόσωποι των ενδιαφερομένων οργανώσεων, οι οποίοι ανέπτυξαν τας απόψεις των και εζήτησαν την λήψιν μέτρων προς αντιμετώπισιν της καταστάσεως. Ως ανεκοινώθη, αι αποφάσεις θα ληφθούν εντός των προσεχών ημερών, μετά την ολοκλήρωσιν των σχετικών μελετών και την εξέτασιν όλων των στοιχείων. <box>995 1073 1164 1170</box>
article-shark <box>425 1176 676 1285</box>
headline: ΑΠΗΛΛΑΓΗ Ο ΔΙΕΥΘΥΝΤΗΣ ΤΟΥ «ΕΛΕΥΘΕΡΟΥ» ΚΑΙ ΚΑΤΕΔΙΚΑΣΘΗ ΜΟΝΟΝ Ο ΔΡΑΚΟΠΟΥΛΟΣ <box>48 857 384 888</box>
article-arrests-eda <box>995 466 1164 615</box>
